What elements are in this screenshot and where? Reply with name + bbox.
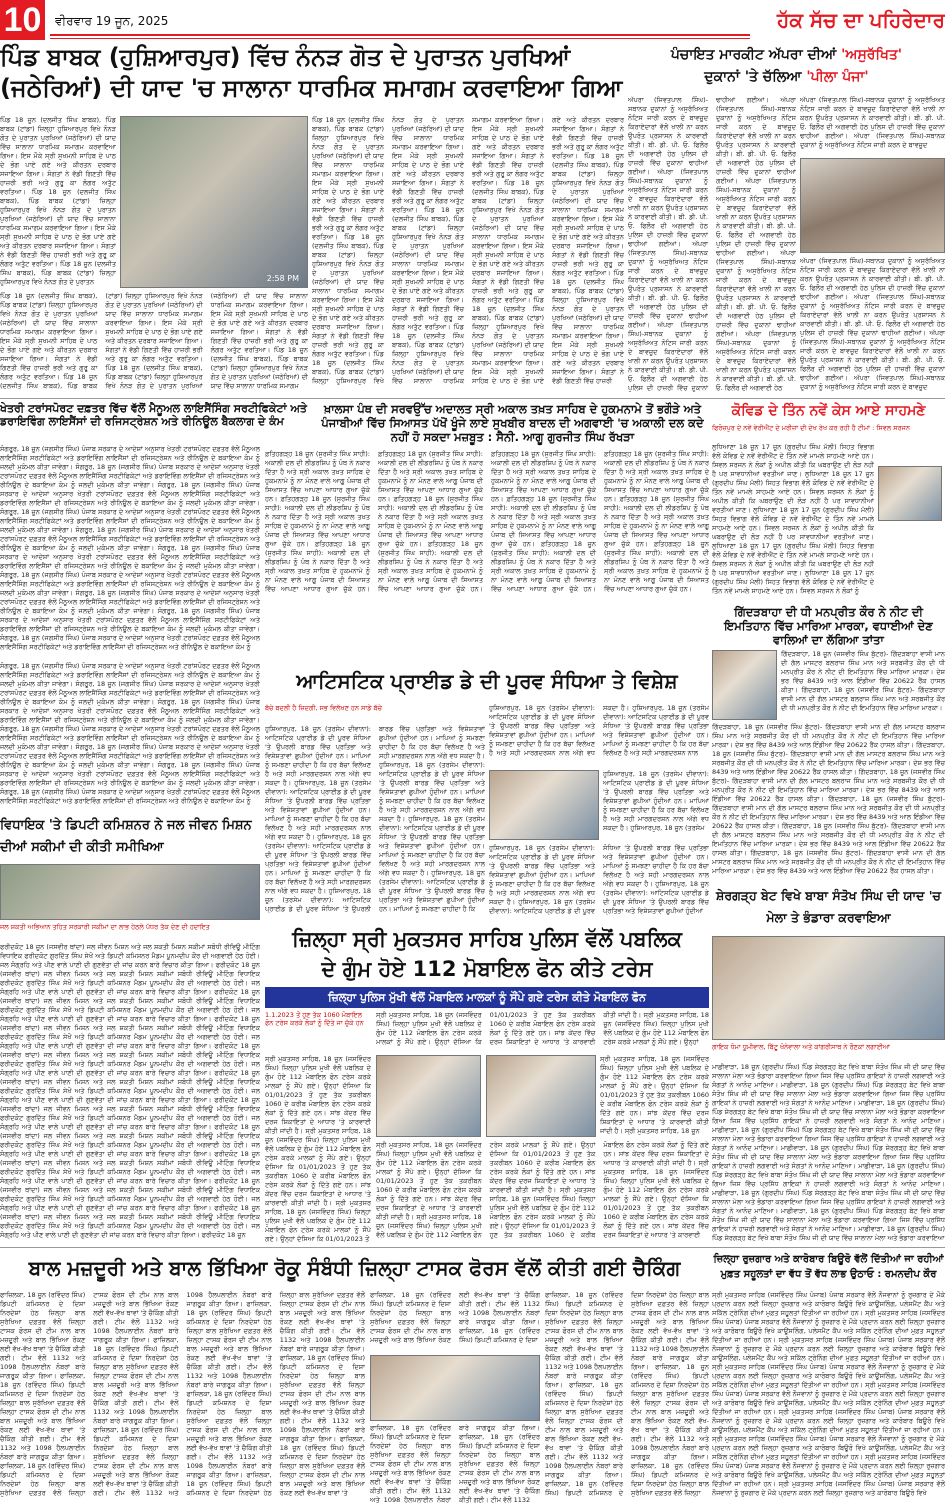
issue-date: ਵੀਰਵਾਰ 19 ਜੂਨ, 2025 bbox=[55, 14, 169, 28]
shergarh-body: ਮਾਛੀਵਾੜਾ, 18 ਜੂਨ (ਗੁਰਦੀਪ ਸਿੰਘ) ਪਿੰਡ ਸ਼ੇਰਗੜ੍ਹ ਬੇਟ ਵਿਖੇ ਬਾਬਾ ਸੰਤੋਖ ਸਿੰਘ ਜੀ ਦੀ ਯਾਦ ਵਿੱਚ ਸਾਲਾਨਾ ਮੇਲਾ ਅਤੇ ਭੰਡਾਰਾ ਕਰਵਾਇਆ ਗਿਆ ਜਿਸ ਵਿੱਚ ਪ੍ਰਸਿੱਧ ਗਾਇਕਾਂ ਨੇ ਹਾਜ਼ਰੀ ਲਗਵਾਈ ਅਤੇ ਸੰਗਤਾਂ ਨੇ ਆਨੰਦ ਮਾਣਿਆ। ਮਾਛੀਵਾੜਾ, 18 ਜੂਨ (ਗੁਰਦੀਪ ਸਿੰਘ) ਪਿੰਡ ਸ਼ੇਰਗੜ੍ਹ ਬੇਟ ਵਿਖੇ ਬਾਬਾ ਸੰਤੋਖ ਸਿੰਘ ਜੀ ਦੀ ਯਾਦ ਵਿੱਚ ਸਾਲਾਨਾ ਮੇਲਾ ਅਤੇ ਭੰਡਾਰਾ ਕਰਵਾਇਆ ਗਿਆ ਜਿਸ ਵਿੱਚ ਪ੍ਰਸਿੱਧ ਗਾਇਕਾਂ ਨੇ ਹਾਜ਼ਰੀ ਲਗਵਾਈ ਅਤੇ ਸੰਗਤਾਂ ਨੇ ਆਨੰਦ ਮਾਣਿਆ। ਮਾਛੀਵਾੜਾ, 18 ਜੂਨ (ਗੁਰਦੀਪ ਸਿੰਘ) ਪਿੰਡ ਸ਼ੇਰਗੜ੍ਹ ਬੇਟ ਵਿਖੇ ਬਾਬਾ ਸੰਤੋਖ ਸਿੰਘ ਜੀ ਦੀ ਯਾਦ ਵਿੱਚ ਸਾਲਾਨਾ ਮੇਲਾ ਅਤੇ ਭੰਡਾਰਾ ਕਰਵਾਇਆ ਗਿਆ ਜਿਸ ਵਿੱਚ ਪ੍ਰਸਿੱਧ ਗਾਇਕਾਂ ਨੇ ਹਾਜ਼ਰੀ ਲਗਵਾਈ ਅਤੇ ਸੰਗਤਾਂ ਨੇ ਆਨੰਦ ਮਾਣਿਆ। ਮਾਛੀਵਾੜਾ, 18 ਜੂਨ (ਗੁਰਦੀਪ ਸਿੰਘ) ਪਿੰਡ ਸ਼ੇਰਗੜ੍ਹ ਬੇਟ ਵਿਖੇ ਬਾਬਾ ਸੰਤੋਖ ਸਿੰਘ ਜੀ ਦੀ ਯਾਦ ਵਿੱਚ ਸਾਲਾਨਾ ਮੇਲਾ ਅਤੇ ਭੰਡਾਰਾ ਕਰਵਾਇਆ ਗਿਆ ਜਿਸ ਵਿੱਚ ਪ੍ਰਸਿੱਧ ਗਾਇਕਾਂ ਨੇ ਹਾਜ਼ਰੀ ਲਗਵਾਈ ਅਤੇ ਸੰਗਤਾਂ ਨੇ ਆਨੰਦ ਮਾਣਿਆ। ਮਾਛੀਵਾੜਾ, 18 ਜੂਨ (ਗੁਰਦੀਪ ਸਿੰਘ) ਪਿੰਡ ਸ਼ੇਰਗੜ੍ਹ ਬੇਟ ਵਿਖੇ ਬਾਬਾ ਸੰਤੋਖ ਸਿੰਘ ਜੀ ਦੀ ਯਾਦ ਵਿੱਚ ਸਾਲਾਨਾ ਮੇਲਾ ਅਤੇ ਭੰਡਾਰਾ ਕਰਵਾਇਆ ਗਿਆ ਜਿਸ ਵਿੱਚ ਪ੍ਰਸਿੱਧ ਗਾਇਕਾਂ ਨੇ ਹਾਜ਼ਰੀ ਲਗਵਾਈ ਅਤੇ ਸੰਗਤਾਂ ਨੇ ਆਨੰਦ ਮਾਣਿਆ। ਮਾਛੀਵਾੜਾ, 18 ਜੂਨ (ਗੁਰਦੀਪ ਸਿੰਘ) ਪਿੰਡ ਸ਼ੇਰਗੜ੍ਹ ਬੇਟ ਵਿਖੇ ਬਾਬਾ ਸੰਤੋਖ ਸਿੰਘ ਜੀ ਦੀ ਯਾਦ ਵਿੱਚ ਸਾਲਾਨਾ ਮੇਲਾ ਅਤੇ ਭੰਡਾਰਾ ਕਰਵਾਇਆ ਗਿਆ ਜਿਸ ਵਿੱਚ ਪ੍ਰਸਿੱਧ ਗਾਇਕਾਂ ਨੇ ਹਾਜ਼ਰੀ ਲਗਵਾਈ ਅਤੇ ਸੰਗਤਾਂ ਨੇ ਆਨੰਦ ਮਾਣਿਆ। ਮਾਛੀਵਾੜਾ, 18 ਜੂਨ (ਗੁਰਦੀਪ ਸਿੰਘ) ਪਿੰਡ ਸ਼ੇਰਗੜ੍ਹ ਬੇਟ ਵਿਖੇ ਬਾਬਾ ਸੰਤੋਖ ਸਿੰਘ ਜੀ ਦੀ ਯਾਦ ਵਿੱਚ ਸਾਲਾਨਾ ਮੇਲਾ ਅਤੇ ਭੰਡਾਰਾ ਕਰਵਾਇਆ ਗਿਆ ਜਿਸ ਵਿੱਚ ਪ੍ਰਸਿੱਧ ਗਾਇਕਾਂ ਨੇ ਹਾਜ਼ਰੀ ਲਗਵਾਈ ਅਤੇ ਸੰਗਤਾਂ ਨੇ ਆਨੰਦ ਮਾਣਿਆ। ਮਾਛੀਵਾੜਾ, 18 ਜੂਨ (ਗੁਰਦੀਪ ਸਿੰਘ) ਪਿੰਡ ਸ਼ੇਰਗੜ੍ਹ ਬੇਟ ਵਿਖੇ ਬਾਬਾ ਸੰਤੋਖ ਸਿੰਘ ਜੀ ਦੀ ਯਾਦ ਵਿੱਚ ਸਾਲਾਨਾ ਮੇਲਾ ਅਤੇ ਭੰਡਾਰਾ ਕਰਵਾਇਆ ਗਿਆ ਜਿਸ ਵਿੱਚ ਪ੍ਰਸਿੱਧ ਗਾਇਕਾਂ ਨੇ ਹਾਜ਼ਰੀ ਲਗਵਾਈ ਅਤੇ ਸੰਗਤਾਂ ਨੇ ਆਨੰਦ ਮਾਣਿਆ। ਮਾਛੀਵਾੜਾ, 18 ਜੂਨ (ਗੁਰਦੀਪ ਸਿੰਘ) ਪਿੰਡ ਸ਼ੇਰਗੜ੍ਹ ਬੇਟ ਵਿਖੇ ਬਾਬਾ ਸੰਤੋਖ ਸਿੰਘ ਜੀ ਦੀ ਯਾਦ ਵਿੱਚ ਸਾਲਾਨਾ ਮੇਲਾ ਅਤੇ ਭੰਡਾਰਾ ਕਰਵਾਇਆ bbox=[712, 1063, 945, 1242]
water-body: ਫਰੀਦਕੋਟ 18 ਜੂਨ (ਜਸਵੀਰ ਥਾਂਦਾ) ਜਲ ਜੀਵਨ ਮਿਸ਼ਨ ਅਤੇ ਜਲ ਸ਼ਕਤੀ ਮਿਸ਼ਨ ਸਕੀਮਾਂ ਸਬੰਧੀ ਰੀਵਿਊ ਮੀਟਿੰਗ ਵਿਧਾਇਕ ਫਰੀਦਕੋਟ ਗੁਰਦਿੱਤ ਸਿੰਘ ਸੇਖੋਂ ਅਤੇ ਡਿਪਟੀ ਕਮਿਸ਼ਨਰ ਮੈਡਮ ਪੂਨਮਦੀਪ ਕੌਰ ਦੀ ਅਗਵਾਈ ਹੇਠ ਹੋਈ। ਜਲ ਸੰਗ੍ਰਹਿ ਅਤੇ ਪੀਣ ਵਾਲੇ ਪਾਣੀ ਦੀ ਗੁਣਵੱਤਾ ਦੀ ਜਾਂਚ ਕਰਨ ਬਾਰੇ ਵਿਚਾਰ ਕੀਤਾ ਗਿਆ। ਫਰੀਦਕੋਟ 18 ਜੂਨ (ਜਸਵੀਰ ਥਾਂਦਾ) ਜਲ ਜੀਵਨ ਮਿਸ਼ਨ ਅਤੇ ਜਲ ਸ਼ਕਤੀ ਮਿਸ਼ਨ ਸਕੀਮਾਂ ਸਬੰਧੀ ਰੀਵਿਊ ਮੀਟਿੰਗ ਵਿਧਾਇਕ ਫਰੀਦਕੋਟ ਗੁਰਦਿੱਤ ਸਿੰਘ ਸੇਖੋਂ ਅਤੇ ਡਿਪਟੀ ਕਮਿਸ਼ਨਰ ਮੈਡਮ ਪੂਨਮਦੀਪ ਕੌਰ ਦੀ ਅਗਵਾਈ ਹੇਠ ਹੋਈ। ਜਲ ਸੰਗ੍ਰਹਿ ਅਤੇ ਪੀਣ ਵਾਲੇ ਪਾਣੀ ਦੀ ਗੁਣਵੱਤਾ ਦੀ ਜਾਂਚ ਕਰਨ ਬਾਰੇ ਵਿਚਾਰ ਕੀਤਾ ਗਿਆ। ਫਰੀਦਕੋਟ 18 ਜੂਨ (ਜਸਵੀਰ ਥਾਂਦਾ) ਜਲ ਜੀਵਨ ਮਿਸ਼ਨ ਅਤੇ ਜਲ ਸ਼ਕਤੀ ਮਿਸ਼ਨ ਸਕੀਮਾਂ ਸਬੰਧੀ ਰੀਵਿਊ ਮੀਟਿੰਗ ਵਿਧਾਇਕ ਫਰੀਦਕੋਟ ਗੁਰਦਿੱਤ ਸਿੰਘ ਸੇਖੋਂ ਅਤੇ ਡਿਪਟੀ ਕਮਿਸ਼ਨਰ ਮੈਡਮ ਪੂਨਮਦੀਪ ਕੌਰ ਦੀ ਅਗਵਾਈ ਹੇਠ ਹੋਈ। ਜਲ ਸੰਗ੍ਰਹਿ ਅਤੇ ਪੀਣ ਵਾਲੇ ਪਾਣੀ ਦੀ ਗੁਣਵੱਤਾ ਦੀ ਜਾਂਚ ਕਰਨ ਬਾਰੇ ਵਿਚਾਰ ਕੀਤਾ ਗਿਆ। ਫਰੀਦਕੋਟ 18 ਜੂਨ (ਜਸਵੀਰ ਥਾਂਦਾ) ਜਲ ਜੀਵਨ ਮਿਸ਼ਨ ਅਤੇ ਜਲ ਸ਼ਕਤੀ ਮਿਸ਼ਨ ਸਕੀਮਾਂ ਸਬੰਧੀ ਰੀਵਿਊ ਮੀਟਿੰਗ ਵਿਧਾਇਕ ਫਰੀਦਕੋਟ ਗੁਰਦਿੱਤ ਸਿੰਘ ਸੇਖੋਂ ਅਤੇ ਡਿਪਟੀ ਕਮਿਸ਼ਨਰ ਮੈਡਮ ਪੂਨਮਦੀਪ ਕੌਰ ਦੀ ਅਗਵਾਈ ਹੇਠ ਹੋਈ। ਜਲ ਸੰਗ੍ਰਹਿ ਅਤੇ ਪੀਣ ਵਾਲੇ ਪਾਣੀ ਦੀ ਗੁਣਵੱਤਾ ਦੀ ਜਾਂਚ ਕਰਨ ਬਾਰੇ ਵਿਚਾਰ ਕੀਤਾ ਗਿਆ। ਫਰੀਦਕੋਟ 18 ਜੂਨ (ਜਸਵੀਰ ਥਾਂਦਾ) ਜਲ ਜੀਵਨ ਮਿਸ਼ਨ ਅਤੇ ਜਲ ਸ਼ਕਤੀ ਮਿਸ਼ਨ ਸਕੀਮਾਂ ਸਬੰਧੀ ਰੀਵਿਊ ਮੀਟਿੰਗ ਵਿਧਾਇਕ ਫਰੀਦਕੋਟ ਗੁਰਦਿੱਤ ਸਿੰਘ ਸੇਖੋਂ ਅਤੇ ਡਿਪਟੀ ਕਮਿਸ਼ਨਰ ਮੈਡਮ ਪੂਨਮਦੀਪ ਕੌਰ ਦੀ ਅਗਵਾਈ ਹੇਠ ਹੋਈ। ਜਲ ਸੰਗ੍ਰਹਿ ਅਤੇ ਪੀਣ ਵਾਲੇ ਪਾਣੀ ਦੀ ਗੁਣਵੱਤਾ ਦੀ ਜਾਂਚ ਕਰਨ ਬਾਰੇ ਵਿਚਾਰ ਕੀਤਾ ਗਿਆ। ਫਰੀਦਕੋਟ 18 ਜੂਨ (ਜਸਵੀਰ ਥਾਂਦਾ) ਜਲ ਜੀਵਨ ਮਿਸ਼ਨ ਅਤੇ ਜਲ ਸ਼ਕਤੀ ਮਿਸ਼ਨ ਸਕੀਮਾਂ ਸਬੰਧੀ ਰੀਵਿਊ ਮੀਟਿੰਗ ਵਿਧਾਇਕ ਫਰੀਦਕੋਟ ਗੁਰਦਿੱਤ ਸਿੰਘ ਸੇਖੋਂ ਅਤੇ ਡਿਪਟੀ ਕਮਿਸ਼ਨਰ ਮੈਡਮ ਪੂਨਮਦੀਪ ਕੌਰ ਦੀ ਅਗਵਾਈ ਹੇਠ ਹੋਈ। ਜਲ ਸੰਗ੍ਰਹਿ ਅਤੇ ਪੀਣ ਵਾਲੇ ਪਾਣੀ ਦੀ ਗੁਣਵੱਤਾ ਦੀ ਜਾਂਚ ਕਰਨ ਬਾਰੇ ਵਿਚਾਰ ਕੀਤਾ ਗਿਆ। ਫਰੀਦਕੋਟ 18 ਜੂਨ (ਜਸਵੀਰ ਥਾਂਦਾ) ਜਲ ਜੀਵਨ ਮਿਸ਼ਨ ਅਤੇ ਜਲ ਸ਼ਕਤੀ ਮਿਸ਼ਨ ਸਕੀਮਾਂ ਸਬੰਧੀ ਰੀਵਿਊ ਮੀਟਿੰਗ ਵਿਧਾਇਕ ਫਰੀਦਕੋਟ ਗੁਰਦਿੱਤ ਸਿੰਘ ਸੇਖੋਂ ਅਤੇ ਡਿਪਟੀ ਕਮਿਸ਼ਨਰ ਮੈਡਮ ਪੂਨਮਦੀਪ ਕੌਰ ਦੀ ਅਗਵਾਈ ਹੇਠ ਹੋਈ। ਜਲ ਸੰਗ੍ਰਹਿ ਅਤੇ ਪੀਣ ਵਾਲੇ ਪਾਣੀ ਦੀ ਗੁਣਵੱਤਾ ਦੀ ਜਾਂਚ ਕਰਨ ਬਾਰੇ ਵਿਚਾਰ ਕੀਤਾ ਗਿਆ। ਫਰੀਦਕੋਟ 18 ਜੂਨ (ਜਸਵੀਰ ਥਾਂਦਾ) ਜਲ ਜੀਵਨ ਮਿਸ਼ਨ ਅਤੇ ਜਲ ਸ਼ਕਤੀ ਮਿਸ਼ਨ ਸਕੀਮਾਂ ਸਬੰਧੀ ਰੀਵਿਊ ਮੀਟਿੰਗ ਵਿਧਾਇਕ ਫਰੀਦਕੋਟ ਗੁਰਦਿੱਤ ਸਿੰਘ ਸੇਖੋਂ ਅਤੇ ਡਿਪਟੀ ਕਮਿਸ਼ਨਰ ਮੈਡਮ ਪੂਨਮਦੀਪ ਕੌਰ ਦੀ ਅਗਵਾਈ ਹੇਠ ਹੋਈ। ਜਲ ਸੰਗ੍ਰਹਿ ਅਤੇ ਪੀਣ ਵਾਲੇ ਪਾਣੀ ਦੀ ਗੁਣਵੱਤਾ ਦੀ ਜਾਂਚ ਕਰਨ ਬਾਰੇ ਵਿਚਾਰ ਕੀਤਾ ਗਿਆ। ਫਰੀਦਕੋਟ 18 ਜੂਨ (ਜਸਵੀਰ ਥਾਂਦਾ) ਜਲ ਜੀਵਨ ਮਿਸ਼ਨ ਅਤੇ ਜਲ ਸ਼ਕਤੀ ਮਿਸ਼ਨ ਸਕੀਮਾਂ ਸਬੰਧੀ ਰੀਵਿਊ ਮੀਟਿੰਗ ਵਿਧਾਇਕ ਫਰੀਦਕੋਟ ਗੁਰਦਿੱਤ ਸਿੰਘ ਸੇਖੋਂ ਅਤੇ ਡਿਪਟੀ ਕਮਿਸ਼ਨਰ ਮੈਡਮ ਪੂਨਮਦੀਪ ਕੌਰ ਦੀ ਅਗਵਾਈ ਹੇਠ ਹੋਈ। ਜਲ ਸੰਗ੍ਰਹਿ ਅਤੇ ਪੀਣ ਵਾਲੇ ਪਾਣੀ ਦੀ ਗੁਣਵੱਤਾ ਦੀ ਜਾਂਚ ਕਰਨ ਬਾਰੇ ਵਿਚਾਰ ਕੀਤਾ ਗਿਆ। ਫਰੀਦਕੋਟ 18 ਜੂਨ (ਜਸਵੀਰ ਥਾਂਦਾ) ਜਲ ਜੀਵਨ ਮਿਸ਼ਨ ਅਤੇ ਜਲ ਸ਼ਕਤੀ ਮਿਸ਼ਨ ਸਕੀਮਾਂ ਸਬੰਧੀ ਰੀਵਿਊ ਮੀਟਿੰਗ ਵਿਧਾਇਕ ਫਰੀਦਕੋਟ ਗੁਰਦਿੱਤ ਸਿੰਘ ਸੇਖੋਂ ਅਤੇ ਡਿਪਟੀ ਕਮਿਸ਼ਨਰ ਮੈਡਮ ਪੂਨਮਦੀਪ ਕੌਰ ਦੀ ਅਗਵਾਈ ਹੇਠ ਹੋਈ। ਜਲ ਸੰਗ੍ਰਹਿ ਅਤੇ ਪੀਣ ਵਾਲੇ ਪਾਣੀ ਦੀ ਗੁਣਵੱਤਾ ਦੀ ਜਾਂਚ ਕਰਨ ਬਾਰੇ ਵਿਚਾਰ ਕੀਤਾ ਗਿਆ। ਫਰੀਦਕੋਟ 18 ਜੂਨ (ਜਸਵੀਰ ਥਾਂਦਾ) ਜਲ ਜੀਵਨ ਮਿਸ਼ਨ ਅਤੇ ਜਲ ਸ਼ਕਤੀ ਮਿਸ਼ਨ ਸਕੀਮਾਂ ਸਬੰਧੀ ਰੀਵਿਊ ਮੀਟਿੰਗ ਵਿਧਾਇਕ ਫਰੀਦਕੋਟ ਗੁਰਦਿੱਤ ਸਿੰਘ ਸੇਖੋਂ ਅਤੇ ਡਿਪਟੀ ਕਮਿਸ਼ਨਰ ਮੈਡਮ ਪੂਨਮਦੀਪ ਕੌਰ ਦੀ ਅਗਵਾਈ ਹੇਠ ਹੋਈ। ਜਲ ਸੰਗ੍ਰਹਿ ਅਤੇ ਪੀਣ ਵਾਲੇ ਪਾਣੀ ਦੀ ਗੁਣਵੱਤਾ ਦੀ ਜਾਂਚ ਕਰਨ ਬਾਰੇ ਵਿਚਾਰ ਕੀਤਾ ਗਿਆ। ਫਰੀਦਕੋਟ 18 ਜੂਨ bbox=[0, 943, 260, 1239]
shergarh-caption: ਗਾਇਕ ਧੰਮਾ ਧੂਮੀਵਾਲ, ਬਿੱਟੂ ਖੰਨੇਵਾਲਾ ਅਤੇ ਕਾਂਗਰੀਸਾਥ ਨੇ ਰੌਣਕਾਂ ਲਗਾਈਆਂ bbox=[712, 1043, 891, 1051]
transport-headline: ਖੇਤਰੀ ਟਰਾਂਸਪੋਰਟ ਦਫ਼ਤਰ ਵਿੱਚ ਵੱਲੋਂ ਮੈਨੂਅਲ ਲਾਇਸੈਂਸਿੰਗ ਸਰਟੀਫਿਕੇਟਾਂ ਅਤੇ ਡਰਾਇਵਿੰਗ ਲਾਇਸੈਂਸਾਂ ਦੀ ਰਜਿਸਟ੍ਰੇਸ਼ਨ ਅਤੇ ਰੀਨਿਊਲ ਬੈਕਲਾਗ ਦੇ ਕੰਮ bbox=[0, 402, 307, 428]
child-labour-body: ਫਾਜ਼ਿਲਕਾ, 18 ਜੂਨ (ਰਵਿੰਦਰ ਸਿੰਘ) ਡਿਪਟੀ ਕਮਿਸ਼ਨਰ ਦੇ ਦਿਸ਼ਾ ਨਿਰਦੇਸ਼ਾਂ ਹੇਠ ਜ਼ਿਲ੍ਹਾ ਬਾਲ ਸੁਰੱਖਿਆ ਦਫ਼ਤਰ ਵੱਲੋਂ ਜ਼ਿਲ੍ਹਾ ਟਾਸਕ ਫੋਰਸ ਦੀ ਟੀਮ ਨਾਲ ਬਾਲ ਮਜ਼ਦੂਰੀ ਅਤੇ ਬਾਲ ਭਿੱਖਿਆ ਰੋਕਣ ਲਈ ਵੱਖ-ਵੱਖ ਥਾਵਾਂ 'ਤੇ ਚੈਕਿੰਗ ਕੀਤੀ ਗਈ। ਟੀਮ ਵੱਲੋਂ 1132 ਅਤੇ 1098 ਹੈਲਪਲਾਈਨ ਨੰਬਰਾਂ ਬਾਰੇ ਜਾਗਰੂਕ ਕੀਤਾ ਗਿਆ। ਫਾਜ਼ਿਲਕਾ, 18 ਜੂਨ (ਰਵਿੰਦਰ ਸਿੰਘ) ਡਿਪਟੀ ਕਮਿਸ਼ਨਰ ਦੇ ਦਿਸ਼ਾ ਨਿਰਦੇਸ਼ਾਂ ਹੇਠ ਜ਼ਿਲ੍ਹਾ ਬਾਲ ਸੁਰੱਖਿਆ ਦਫ਼ਤਰ ਵੱਲੋਂ ਜ਼ਿਲ੍ਹਾ ਟਾਸਕ ਫੋਰਸ ਦੀ ਟੀਮ ਨਾਲ ਬਾਲ ਮਜ਼ਦੂਰੀ ਅਤੇ ਬਾਲ ਭਿੱਖਿਆ ਰੋਕਣ ਲਈ ਵੱਖ-ਵੱਖ ਥਾਵਾਂ 'ਤੇ ਚੈਕਿੰਗ ਕੀਤੀ ਗਈ। ਟੀਮ ਵੱਲੋਂ 1132 ਅਤੇ 1098 ਹੈਲਪਲਾਈਨ ਨੰਬਰਾਂ ਬਾਰੇ ਜਾਗਰੂਕ ਕੀਤਾ ਗਿਆ। ਫਾਜ਼ਿਲਕਾ, 18 ਜੂਨ (ਰਵਿੰਦਰ ਸਿੰਘ) ਡਿਪਟੀ ਕਮਿਸ਼ਨਰ ਦੇ ਦਿਸ਼ਾ ਨਿਰਦੇਸ਼ਾਂ ਹੇਠ ਜ਼ਿਲ੍ਹਾ ਬਾਲ ਸੁਰੱਖਿਆ ਦਫ਼ਤਰ ਵੱਲੋਂ ਜ਼ਿਲ੍ਹਾ ਟਾਸਕ ਫੋਰਸ ਦੀ ਟੀਮ ਨਾਲ ਬਾਲ ਮਜ਼ਦੂਰੀ ਅਤੇ ਬਾਲ ਭਿੱਖਿਆ ਰੋਕਣ ਲਈ ਵੱਖ-ਵੱਖ ਥਾਵਾਂ 'ਤੇ ਚੈਕਿੰਗ ਕੀਤੀ ਗਈ। ਟੀਮ ਵੱਲੋਂ 1132 ਅਤੇ 1098 ਹੈਲਪਲਾਈਨ ਨੰਬਰਾਂ ਬਾਰੇ ਜਾਗਰੂਕ ਕੀਤਾ ਗਿਆ। ਫਾਜ਼ਿਲਕਾ, 18 ਜੂਨ (ਰਵਿੰਦਰ ਸਿੰਘ) ਡਿਪਟੀ ਕਮਿਸ਼ਨਰ ਦੇ ਦਿਸ਼ਾ ਨਿਰਦੇਸ਼ਾਂ ਹੇਠ ਜ਼ਿਲ੍ਹਾ ਬਾਲ ਸੁਰੱਖਿਆ ਦਫ਼ਤਰ ਵੱਲੋਂ ਜ਼ਿਲ੍ਹਾ ਟਾਸਕ ਫੋਰਸ ਦੀ ਟੀਮ ਨਾਲ ਬਾਲ ਮਜ਼ਦੂਰੀ ਅਤੇ ਬਾਲ ਭਿੱਖਿਆ ਰੋਕਣ ਲਈ ਵੱਖ-ਵੱਖ ਥਾਵਾਂ 'ਤੇ ਚੈਕਿੰਗ ਕੀਤੀ ਗਈ। ਟੀਮ ਵੱਲੋਂ 1132 ਅਤੇ 1098 ਹੈਲਪਲਾਈਨ ਨੰਬਰਾਂ ਬਾਰੇ ਜਾਗਰੂਕ ਕੀਤਾ ਗਿਆ। ਫਾਜ਼ਿਲਕਾ, 18 ਜੂਨ (ਰਵਿੰਦਰ ਸਿੰਘ) ਡਿਪਟੀ ਕਮਿਸ਼ਨਰ ਦੇ ਦਿਸ਼ਾ ਨਿਰਦੇਸ਼ਾਂ ਹੇਠ ਜ਼ਿਲ੍ਹਾ ਬਾਲ ਸੁਰੱਖਿਆ ਦਫ਼ਤਰ ਵੱਲੋਂ ਜ਼ਿਲ੍ਹਾ ਟਾਸਕ ਫੋਰਸ ਦੀ ਟੀਮ ਨਾਲ ਬਾਲ ਮਜ਼ਦੂਰੀ ਅਤੇ ਬਾਲ ਭਿੱਖਿਆ ਰੋਕਣ ਲਈ ਵੱਖ-ਵੱਖ ਥਾਵਾਂ 'ਤੇ ਚੈਕਿੰਗ ਕੀਤੀ ਗਈ। ਟੀਮ ਵੱਲੋਂ 1132 ਅਤੇ 1098 ਹੈਲਪਲਾਈਨ ਨੰਬਰਾਂ ਬਾਰੇ ਜਾਗਰੂਕ ਕੀਤਾ ਗਿਆ। ਫਾਜ਼ਿਲਕਾ, 18 ਜੂਨ (ਰਵਿੰਦਰ ਸਿੰਘ) ਡਿਪਟੀ ਕਮਿਸ਼ਨਰ ਦੇ ਦਿਸ਼ਾ ਨਿਰਦੇਸ਼ਾਂ ਹੇਠ ਜ਼ਿਲ੍ਹਾ ਬਾਲ ਸੁਰੱਖਿਆ ਦਫ਼ਤਰ ਵੱਲੋਂ ਜ਼ਿਲ੍ਹਾ ਟਾਸਕ ਫੋਰਸ ਦੀ ਟੀਮ ਨਾਲ ਬਾਲ ਮਜ਼ਦੂਰੀ ਅਤੇ ਬਾਲ ਭਿੱਖਿਆ ਰੋਕਣ ਲਈ ਵੱਖ-ਵੱਖ ਥਾਵਾਂ 'ਤੇ ਚੈਕਿੰਗ ਕੀਤੀ ਗਈ। ਟੀਮ ਵੱਲੋਂ 1132 ਅਤੇ 1098 ਹੈਲਪਲਾਈਨ ਨੰਬਰਾਂ ਬਾਰੇ ਜਾਗਰੂਕ ਕੀਤਾ ਗਿਆ। ਫਾਜ਼ਿਲਕਾ, 18 ਜੂਨ (ਰਵਿੰਦਰ ਸਿੰਘ) ਡਿਪਟੀ ਕਮਿਸ਼ਨਰ ਦੇ ਦਿਸ਼ਾ ਨਿਰਦੇਸ਼ਾਂ ਹੇਠ ਜ਼ਿਲ੍ਹਾ ਬਾਲ ਸੁਰੱਖਿਆ ਦਫ਼ਤਰ ਵੱਲੋਂ ਜ਼ਿਲ੍ਹਾ ਟਾਸਕ ਫੋਰਸ ਦੀ ਟੀਮ ਨਾਲ ਬਾਲ ਮਜ਼ਦੂਰੀ ਅਤੇ ਬਾਲ ਭਿੱਖਿਆ ਰੋਕਣ ਲਈ ਵੱਖ-ਵੱਖ ਥਾਵਾਂ 'ਤੇ ਚੈਕਿੰਗ ਕੀਤੀ ਗਈ। ਟੀਮ ਵੱਲੋਂ 1132 ਅਤੇ 1098 ਹੈਲਪਲਾਈਨ ਨੰਬਰਾਂ ਬਾਰੇ ਜਾਗਰੂਕ ਕੀਤਾ ਗਿਆ। ਫਾਜ਼ਿਲਕਾ, 18 ਜੂਨ (ਰਵਿੰਦਰ ਸਿੰਘ) ਡਿਪਟੀ ਕਮਿਸ਼ਨਰ ਦੇ ਦਿਸ਼ਾ ਨਿਰਦੇਸ਼ਾਂ ਹੇਠ ਜ਼ਿਲ੍ਹਾ ਬਾਲ ਸੁਰੱਖਿਆ ਦਫ਼ਤਰ ਵੱਲੋਂ ਜ਼ਿਲ੍ਹਾ ਟਾਸਕ ਫੋਰਸ ਦੀ ਟੀਮ ਨਾਲ ਬਾਲ ਮਜ਼ਦੂਰੀ ਅਤੇ ਬਾਲ ਭਿੱਖਿਆ ਰੋਕਣ ਲਈ ਵੱਖ-ਵੱਖ ਥਾਵਾਂ 'ਤੇ ਚੈਕਿੰਗ ਕੀਤੀ ਗਈ। ਟੀਮ ਵੱਲੋਂ 1132 ਅਤੇ 1098 ਹੈਲਪਲਾਈਨ ਨੰਬਰਾਂ ਬਾਰੇ ਜਾਗਰੂਕ ਕੀਤਾ ਗਿਆ। ਫਾਜ਼ਿਲਕਾ, 18 ਜੂਨ (ਰਵਿੰਦਰ ਸਿੰਘ) ਡਿਪਟੀ ਕਮਿਸ਼ਨਰ ਦੇ ਦਿਸ਼ਾ ਨਿਰਦੇਸ਼ਾਂ ਹੇਠ ਜ਼ਿਲ੍ਹਾ ਬਾਲ ਸੁਰੱਖਿਆ ਦਫ਼ਤਰ ਵੱਲੋਂ ਜ਼ਿਲ੍ਹਾ ਟਾਸਕ ਫੋਰਸ ਦੀ ਟੀਮ ਨਾਲ ਬਾਲ ਮਜ਼ਦੂਰੀ ਅਤੇ ਬਾਲ ਭਿੱਖਿਆ ਰੋਕਣ ਲਈ ਵੱਖ-ਵੱਖ ਥਾਵਾਂ 'ਤੇ ਚੈਕਿੰਗ ਕੀਤੀ ਗਈ। ਟੀਮ ਵੱਲੋਂ 1132 ਅਤੇ 1098 ਹੈਲਪਲਾਈਨ ਨੰਬਰਾਂ ਬਾਰੇ ਜਾਗਰੂਕ ਕੀਤਾ ਗਿਆ। ਫਾਜ਼ਿਲਕਾ, 18 ਜੂਨ (ਰਵਿੰਦਰ ਸਿੰਘ) ਡਿਪਟੀ ਕਮਿਸ਼ਨਰ ਦੇ ਦਿਸ਼ਾ ਨਿਰਦੇਸ਼ਾਂ ਹੇਠ ਜ਼ਿਲ੍ਹਾ ਬਾਲ ਸੁਰੱਖਿਆ ਦਫ਼ਤਰ ਵੱਲੋਂ ਜ਼ਿਲ੍ਹਾ ਟਾਸਕ ਫੋਰਸ ਦੀ ਟੀਮ ਨਾਲ ਬਾਲ ਮਜ਼ਦੂਰੀ ਅਤੇ ਬਾਲ ਭਿੱਖਿਆ ਰੋਕਣ ਲਈ ਵੱਖ-ਵੱਖ ਥਾਵਾਂ 'ਤੇ bbox=[0, 1291, 365, 1497]
water-headline: ਵਿਧਾਇਕ 'ਤੇ ਡਿਪਟੀ ਕਮਿਸ਼ਨਰ ਨੇ ਜਲ ਜੀਵਨ ਮਿਸ਼ਨ ਦੀਆਂ ਸਕੀਮਾਂ ਦੀ ਕੀਤੀ ਸਮੀਖਿਆ bbox=[0, 818, 252, 855]
water-meeting-photo bbox=[0, 864, 260, 920]
autism-kicker: ਬੱਚੇ ਬਦਲੀ ਹੈ ਜ਼ਿਦਗੀ, ਸਭ ਵਿਲੱਖਣ ਹਨ ਸਾਡੇ ਬੱਚੇ bbox=[265, 704, 382, 712]
photo-timestamp: 2:58 PM bbox=[266, 274, 299, 283]
akali-headline: ਖ਼ਾਲਸਾ ਪੰਥ ਦੀ ਸਰਵਉੱਚ ਅਦਾਲਤ ਸ੍ਰੀ ਅਕਾਲ ਤਖ਼ਤ ਸਾਹਿਬ ਦੇ ਹੁਕਮਨਾਮੇ ਤੋਂ ਭਗੌੜੇ ਅਤੇ ਪੰਜਾਬੀਆਂ ਵਿੱਚ ਸਿਆਸਤ ਪੱਖੋਂ ਖੂੰਜੇ ਲਾਏ ਸੁਖਬੀਰ ਬਾਦਲ ਦੀ ਅਗਵਾਈ 'ਚ ਅਕਾਲੀ ਦਲ ਕਦੇ ਨਹੀਂ ਹੋ ਸਕਦਾ ਮਜ਼ਬੂਤ : ਸੈਨੀ. ਆਗੂ ਗੁਰਜੀਤ ਸਿੰਘ ਰੱਖੜਾ bbox=[321, 402, 704, 444]
employment-headline: ਜ਼ਿਲ੍ਹਾ ਰੁਜ਼ਗਾਰ ਅਤੇ ਕਾਰੋਬਾਰ ਬਿਊਰੋ ਵੱਲੋਂ ਦਿੱਤੀਆਂ ਜਾ ਰਹੀਆਂ ਮੁਫ਼ਤ ਸਹੂਲਤਾਂ ਦਾ ਵੱਧ ਤੋਂ ਵੱਧ ਲਾਭ ਉਠਾਓ : ਰਮਨਦੀਪ ਕੌਰ bbox=[713, 1254, 944, 1281]
water-lede: ਜਲ ਸ਼ਕਤੀ ਅਭਿਆਨ ਤਹਿਤ ਸਰਕਾਰੀ ਸਕੀਮਾਂ ਦਾ ਲਾਭ ਹੇਠਲੇ ਪੱਧਰ ਤੱਕ ਦੇਣ ਦੀ ਹਦਾਇਤ bbox=[0, 923, 210, 931]
child-labour-body-2: ਫਾਜ਼ਿਲਕਾ, 18 ਜੂਨ (ਰਵਿੰਦਰ ਸਿੰਘ) ਡਿਪਟੀ ਕਮਿਸ਼ਨਰ ਦੇ ਦਿਸ਼ਾ ਨਿਰਦੇਸ਼ਾਂ ਹੇਠ ਜ਼ਿਲ੍ਹਾ ਬਾਲ ਸੁਰੱਖਿਆ ਦਫ਼ਤਰ ਵੱਲੋਂ ਜ਼ਿਲ੍ਹਾ ਟਾਸਕ ਫੋਰਸ ਦੀ ਟੀਮ ਨਾਲ ਬਾਲ ਮਜ਼ਦੂਰੀ ਅਤੇ ਬਾਲ ਭਿੱਖਿਆ ਰੋਕਣ ਲਈ ਵੱਖ-ਵੱਖ ਥਾਵਾਂ 'ਤੇ ਚੈਕਿੰਗ ਕੀਤੀ ਗਈ। ਟੀਮ ਵੱਲੋਂ 1132 ਅਤੇ 1098 ਹੈਲਪਲਾਈਨ ਨੰਬਰਾਂ ਬਾਰੇ ਜਾਗਰੂਕ ਕੀਤਾ ਗਿਆ। ਫਾਜ਼ਿਲਕਾ, 18 ਜੂਨ (ਰਵਿੰਦਰ ਸਿੰਘ) ਡਿਪਟੀ ਕਮਿਸ਼ਨਰ ਦੇ ਦਿਸ਼ਾ bbox=[370, 1291, 540, 1344]
mobiles-photo-1 bbox=[376, 1055, 481, 1137]
newspaper-logo: ਹੱਕ ਸੱਚ ਦਾ ਪਹਿਰੇਦਾਰ bbox=[777, 8, 945, 32]
appra-body-3: ਅੱਪਰਾ (ਜਿਵਤਪਾਲ ਸਿੰਘ)-ਸਥਾਨਕ ਦੁਕਾਨਾਂ ਨੂੰ ਅਸੁਰੱਖਿਅਤ ਨੋਟਿਸ ਜਾਰੀ ਕਰਨ ਦੇ ਬਾਵਜੂਦ ਕਿਰਾਏਦਾਰਾਂ ਵੱਲੋਂ ਖਾਲੀ ਨਾ ਕਰਨ ਉਪਰੰਤ ਪ੍ਰਸ਼ਾਸਨ ਨੇ ਕਾਰਵਾਈ ਕੀਤੀ। ਬੀ. ਡੀ. ਪੀ. ਓ. ਫਿਲੌਰ ਦੀ ਅਗਵਾਈ ਹੇਠ ਪੁਲਿਸ ਦੀ ਹਾਜ਼ਰੀ ਵਿੱਚ ਦੁਕਾਨਾਂ ਢਾਹੀਆਂ ਗਈਆਂ। ਅੱਪਰਾ (ਜਿਵਤਪਾਲ ਸਿੰਘ)-ਸਥਾਨਕ ਦੁਕਾਨਾਂ ਨੂੰ ਅਸੁਰੱਖਿਅਤ ਨੋਟਿਸ ਜਾਰੀ ਕਰਨ ਦੇ ਬਾਵਜੂਦ ਕਿਰਾਏਦਾਰਾਂ ਵੱਲੋਂ ਖਾਲੀ ਨਾ ਕਰਨ ਉਪਰੰਤ ਪ੍ਰਸ਼ਾਸਨ ਨੇ ਕਾਰਵਾਈ ਕੀਤੀ। ਬੀ. ਡੀ. ਪੀ. ਓ. ਫਿਲੌਰ ਦੀ ਅਗਵਾਈ ਹੇਠ ਪੁਲਿਸ ਦੀ ਹਾਜ਼ਰੀ ਵਿੱਚ ਦੁਕਾਨਾਂ ਢਾਹੀਆਂ ਗਈਆਂ। ਅੱਪਰਾ (ਜਿਵਤਪਾਲ ਸਿੰਘ)-ਸਥਾਨਕ ਦੁਕਾਨਾਂ ਨੂੰ ਅਸੁਰੱਖਿਅਤ ਨੋਟਿਸ ਜਾਰੀ ਕਰਨ ਦੇ ਬਾਵਜੂਦ ਕਿਰਾਏਦਾਰਾਂ ਵੱਲੋਂ ਖਾਲੀ ਨਾ ਕਰਨ ਉਪਰੰਤ ਪ੍ਰਸ਼ਾਸਨ ਨੇ ਕਾਰਵਾਈ ਕੀਤੀ। ਬੀ. ਡੀ. ਪੀ. ਓ. ਫਿਲੌਰ ਦੀ ਅਗਵਾਈ ਹੇਠ ਪੁਲਿਸ ਦੀ ਹਾਜ਼ਰੀ ਵਿੱਚ ਦੁਕਾਨਾਂ ਢਾਹੀਆਂ ਗਈਆਂ। ਅੱਪਰਾ (ਜਿਵਤਪਾਲ ਸਿੰਘ)-ਸਥਾਨਕ ਦੁਕਾਨਾਂ ਨੂੰ ਅਸੁਰੱਖਿਅਤ ਨੋਟਿਸ ਜਾਰੀ ਕਰਨ ਦੇ ਬਾਵਜੂਦ bbox=[800, 257, 945, 391]
covid-headline: ਕੋਵਿਡ ਦੇ ਤਿੰਨ ਨਵੇਂ ਕੇਸ ਆਏ ਸਾਹਮਣੇ bbox=[731, 403, 926, 419]
mobiles-body-4: ਸ੍ਰੀ ਮੁਕਤਸਰ ਸਾਹਿਬ, 18 ਜੂਨ (ਜਸਵਿੰਦਰ ਸਿੰਘ) ਜ਼ਿਲ੍ਹਾ ਪੁਲਿਸ ਮੁਖੀ ਵੱਲੋਂ ਪਬਲਿਕ ਦੇ ਗੁੰਮ ਹੋਏ 112 ਮੋਬਾਇਲ ਫੋਨ ਟਰੇਸ ਕਰਕੇ ਮਾਲਕਾਂ ਨੂੰ ਸੌਂਪੇ ਗਏ। ਉਨ੍ਹਾਂ ਦੱਸਿਆ ਕਿ 01/01/2023 ਤੋਂ ਹੁਣ ਤੱਕ ਤਕਰੀਬਨ 1060 ਦੇ ਕਰੀਬ ਮੋਬਾਇਲ ਫੋਨ ਟਰੇਸ ਕਰਕੇ ਲੋਕਾਂ ਨੂੰ ਦਿੱਤੇ ਗਏ ਹਨ। ਸਾਂਝ ਕੇਂਦਰ ਵਿੱਚ ਦਰਜ ਸ਼ਿਕਾਇਤਾਂ ਦੇ ਆਧਾਰ 'ਤੇ ਕਾਰਵਾਈ ਕੀਤੀ ਜਾਂਦੀ ਹੈ। ਸ੍ਰੀ ਮੁਕਤਸਰ ਸਾਹਿਬ, 18 ਜੂਨ (ਜਸਵਿੰਦਰ ਸਿੰਘ) ਜ਼ਿਲ੍ਹਾ ਪੁਲਿਸ ਮੁਖੀ ਵੱਲੋਂ ਪਬਲਿਕ ਦੇ ਗੁੰਮ ਹੋਏ 112 ਮੋਬਾਇਲ ਫੋਨ ਟਰੇਸ ਕਰਕੇ ਮਾਲਕਾਂ ਨੂੰ ਸੌਂਪੇ ਗਏ। ਉਨ੍ਹਾਂ ਦੱਸਿਆ ਕਿ 01/01/2023 ਤੋਂ ਹੁਣ ਤੱਕ ਤਕਰੀਬਨ 1060 ਦੇ ਕਰੀਬ ਮੋਬਾਇਲ ਫੋਨ ਟਰੇਸ ਕਰਕੇ ਲੋਕਾਂ ਨੂੰ ਦਿੱਤੇ ਗਏ ਹਨ। ਸਾਂਝ ਕੇਂਦਰ ਵਿੱਚ ਦਰਜ ਸ਼ਿਕਾਇਤਾਂ ਦੇ ਆਧਾਰ 'ਤੇ ਕਾਰਵਾਈ ਕੀਤੀ ਜਾਂਦੀ ਹੈ। ਸ੍ਰੀ ਮੁਕਤਸਰ ਸਾਹਿਬ, 18 ਜੂਨ (ਜਸਵਿੰਦਰ ਸਿੰਘ) ਜ਼ਿਲ੍ਹਾ ਪੁਲਿਸ ਮੁਖੀ ਵੱਲੋਂ ਪਬਲਿਕ ਦੇ ਗੁੰਮ ਹੋਏ 112 ਮੋਬਾਇਲ ਫੋਨ ਟਰੇਸ ਕਰਕੇ ਮਾਲਕਾਂ ਨੂੰ ਸੌਂਪੇ ਗਏ। ਉਨ੍ਹਾਂ ਦੱਸਿਆ ਕਿ 01/01/2023 ਤੋਂ ਹੁਣ ਤੱਕ ਤਕਰੀਬਨ 1060 ਦੇ ਕਰੀਬ ਮੋਬਾਇਲ ਫੋਨ ਟਰੇਸ ਕਰਕੇ ਲੋਕਾਂ ਨੂੰ ਦਿੱਤੇ ਗਏ ਹਨ। ਸਾਂਝ ਕੇਂਦਰ ਵਿੱਚ ਦਰਜ ਸ਼ਿਕਾਇਤਾਂ ਦੇ ਆਧਾਰ 'ਤੇ ਕਾਰਵਾਈ ਕੀਤੀ ਜਾਂਦੀ ਹੈ। ਸ੍ਰੀ ਮੁਕਤਸਰ ਸਾਹਿਬ, 18 ਜੂਨ (ਜਸਵਿੰਦਰ ਸਿੰਘ) ਜ਼ਿਲ੍ਹਾ ਪੁਲਿਸ ਮੁਖੀ ਵੱਲੋਂ ਪਬਲਿਕ ਦੇ ਗੁੰਮ ਹੋਏ 112 ਮੋਬਾਇਲ ਫੋਨ ਟਰੇਸ ਕਰਕੇ ਮਾਲਕਾਂ ਨੂੰ ਸੌਂਪੇ ਗਏ। ਉਨ੍ਹਾਂ ਦੱਸਿਆ ਕਿ 01/01/2023 ਤੋਂ ਹੁਣ ਤੱਕ ਤਕਰੀਬਨ 1060 ਦੇ ਕਰੀਬ ਮੋਬਾਇਲ ਫੋਨ ਟਰੇਸ ਕਰਕੇ ਲੋਕਾਂ ਨੂੰ ਦਿੱਤੇ ਗਏ ਹਨ। ਸਾਂਝ ਕੇਂਦਰ ਵਿੱਚ ਦਰਜ ਸ਼ਿਕਾਇਤਾਂ ਦੇ ਆਧਾਰ 'ਤੇ ਕਾਰਵਾਈ bbox=[376, 1141, 709, 1239]
lead-photo bbox=[120, 116, 308, 288]
autism-headline: ਆਟਿਸਟਿਕ ਪ੍ਰਾਈਡ ਡੇ ਦੀ ਪੂਰਵ ਸੰਧਿਆ ਤੇ ਵਿਸ਼ੇਸ਼ bbox=[296, 669, 678, 693]
section-divider bbox=[0, 398, 945, 399]
mobiles-body: ਸ੍ਰੀ ਮੁਕਤਸਰ ਸਾਹਿਬ, 18 ਜੂਨ (ਜਸਵਿੰਦਰ ਸਿੰਘ) ਜ਼ਿਲ੍ਹਾ ਪੁਲਿਸ ਮੁਖੀ ਵੱਲੋਂ ਪਬਲਿਕ ਦੇ ਗੁੰਮ ਹੋਏ 112 ਮੋਬਾਇਲ ਫੋਨ ਟਰੇਸ ਕਰਕੇ ਮਾਲਕਾਂ ਨੂੰ ਸੌਂਪੇ ਗਏ। ਉਨ੍ਹਾਂ ਦੱਸਿਆ ਕਿ 01/01/2023 ਤੋਂ ਹੁਣ ਤੱਕ ਤਕਰੀਬਨ 1060 ਦੇ ਕਰੀਬ ਮੋਬਾਇਲ ਫੋਨ ਟਰੇਸ ਕਰਕੇ ਲੋਕਾਂ ਨੂੰ ਦਿੱਤੇ ਗਏ ਹਨ। ਸਾਂਝ ਕੇਂਦਰ ਵਿੱਚ ਦਰਜ ਸ਼ਿਕਾਇਤਾਂ ਦੇ ਆਧਾਰ 'ਤੇ ਕਾਰਵਾਈ ਕੀਤੀ ਜਾਂਦੀ ਹੈ। ਸ੍ਰੀ ਮੁਕਤਸਰ ਸਾਹਿਬ, 18 ਜੂਨ (ਜਸਵਿੰਦਰ ਸਿੰਘ) ਜ਼ਿਲ੍ਹਾ ਪੁਲਿਸ ਮੁਖੀ ਵੱਲੋਂ ਪਬਲਿਕ ਦੇ ਗੁੰਮ ਹੋਏ 112 ਮੋਬਾਇਲ ਫੋਨ ਟਰੇਸ ਕਰਕੇ ਮਾਲਕਾਂ ਨੂੰ ਸੌਂਪੇ ਗਏ। ਉਨ੍ਹਾਂ ਦੱਸਿਆ ਕਿ 01/01/2023 ਤੋਂ ਹੁਣ ਤੱਕ ਤਕਰੀਬਨ 1060 ਦੇ ਕਰੀਬ ਮੋਬਾਇਲ ਫੋਨ ਟਰੇਸ ਕਰਕੇ ਲੋਕਾਂ ਨੂੰ ਦਿੱਤੇ ਗਏ ਹਨ। ਸਾਂਝ ਕੇਂਦਰ ਵਿੱਚ ਦਰਜ ਸ਼ਿਕਾਇਤਾਂ ਦੇ ਆਧਾਰ 'ਤੇ ਕਾਰਵਾਈ ਕੀਤੀ ਜਾਂਦੀ ਹੈ। ਸ੍ਰੀ ਮੁਕਤਸਰ ਸਾਹਿਬ, 18 ਜੂਨ (ਜਸਵਿੰਦਰ ਸਿੰਘ) ਜ਼ਿਲ੍ਹਾ ਪੁਲਿਸ ਮੁਖੀ ਵੱਲੋਂ ਪਬਲਿਕ ਦੇ ਗੁੰਮ ਹੋਏ 112 ਮੋਬਾਇਲ ਫੋਨ ਟਰੇਸ ਕਰਕੇ ਮਾਲਕਾਂ ਨੂੰ ਸੌਂਪੇ ਗਏ। ਉਨ੍ਹਾਂ ਦੱਸਿਆ ਕਿ 01/01/2023 ਤੋਂ bbox=[265, 1055, 371, 1243]
autism-body-2: ਹੁਸ਼ਿਆਰਪੁਰ, 18 ਜੂਨ (ਤਰਸੇਮ ਦੀਵਾਨਾ): ਆਟਿਸਟਿਕ ਪ੍ਰਾਈਡ ਡੇ ਦੀ ਪੂਰਵ ਸੰਧਿਆ 'ਤੇ ਉਪਰਲੀ ਬਾਰਡ ਵਿੱਚ ਪ੍ਰਤਿਭਾ ਅਤੇ ਵਿਸ਼ੇਸ਼ਤਾਵਾਂ ਛੁਪੀਆਂ ਹੁੰਦੀਆਂ ਹਨ। ਮਾਪਿਆਂ ਨੂੰ ਸਮਝਣਾ ਚਾਹੀਦਾ ਹੈ ਕਿ ਹਰ ਬੱਚਾ ਵਿਲੱਖਣ ਹੈ ਅਤੇ ਸਹੀ ਮਾਰਗਦਰਸ਼ਨ ਨਾਲ ਅੱਗੇ ਵਧ ਸਕਦਾ ਹੈ। ਹੁਸ਼ਿਆਰਪੁਰ, 18 ਜੂਨ (ਤਰਸੇਮ ਦੀਵਾਨਾ): ਆਟਿਸਟਿਕ ਪ੍ਰਾਈਡ ਡੇ ਦੀ ਪੂਰਵ ਸੰਧਿਆ 'ਤੇ ਉਪਰਲੀ ਬਾਰਡ ਵਿੱਚ ਪ੍ਰਤਿਭਾ ਅਤੇ ਵਿਸ਼ੇਸ਼ਤਾਵਾਂ ਛੁਪੀਆਂ ਹੁੰਦੀਆਂ ਹਨ। ਮਾਪਿਆਂ ਨੂੰ ਸਮਝਣਾ ਚਾਹੀਦਾ ਹੈ ਕਿ ਹਰ ਬੱਚਾ ਵਿਲੱਖਣ ਹੈ ਅਤੇ ਸਹੀ ਮਾਰਗਦਰਸ਼ਨ ਨਾਲ bbox=[489, 704, 709, 757]
appra-body-2: ਅੱਪਰਾ (ਜਿਵਤਪਾਲ ਸਿੰਘ)-ਸਥਾਨਕ ਦੁਕਾਨਾਂ ਨੂੰ ਅਸੁਰੱਖਿਅਤ ਨੋਟਿਸ ਜਾਰੀ ਕਰਨ ਦੇ ਬਾਵਜੂਦ ਕਿਰਾਏਦਾਰਾਂ ਵੱਲੋਂ ਖਾਲੀ ਨਾ ਕਰਨ ਉਪਰੰਤ ਪ੍ਰਸ਼ਾਸਨ ਨੇ ਕਾਰਵਾਈ ਕੀਤੀ। ਬੀ. ਡੀ. ਪੀ. ਓ. ਫਿਲੌਰ ਦੀ ਅਗਵਾਈ ਹੇਠ ਪੁਲਿਸ ਦੀ ਹਾਜ਼ਰੀ ਵਿੱਚ ਦੁਕਾਨਾਂ ਢਾਹੀਆਂ ਗਈਆਂ। ਅੱਪਰਾ (ਜਿਵਤਪਾਲ ਸਿੰਘ)-ਸਥਾਨਕ ਦੁਕਾਨਾਂ ਨੂੰ ਅਸੁਰੱਖਿਅਤ ਨੋਟਿਸ ਜਾਰੀ ਕਰਨ ਦੇ ਬਾਵਜੂਦ bbox=[800, 96, 945, 149]
mobiles-headline: ਜ਼ਿਲ੍ਹਾ ਸ੍ਰੀ ਮੁਕਤਸਰ ਸਾਹਿਬ ਪੁਲਿਸ ਵੱਲੋਂ ਪਬਲਿਕ ਦੇ ਗੁੰਮ ਹੋਏ 112 ਮੋਬਾਇਲ ਫੋਨ ਕੀਤੇ ਟਰੇਸ bbox=[292, 927, 682, 981]
lead-headline: ਪਿੰਡ ਬਾਬਕ (ਹੁਸ਼ਿਆਰਪੁਰ) ਵਿੱਚ ਨੰਨੜ ਗੋਤ ਦੇ ਪੁਰਾਤਨ ਪੁਰਖਿਆਂ (ਜਠੇਰਿਆਂ) ਦੀ ਯਾਦ 'ਚ ਸਾਲਾਨਾ ਧਾਰਮਿਕ ਸਮਾਗਮ ਕਰਵਾਇਆ ਗਿਆ bbox=[0, 43, 623, 103]
transport-body-2: ਸੰਗਰੂਰ, 18 ਜੂਨ (ਜਗਸੀਰ ਸਿੰਘ) ਪੰਜਾਬ ਸਰਕਾਰ ਦੇ ਆਦੇਸ਼ਾਂ ਅਨੁਸਾਰ ਖੇਤਰੀ ਟਰਾਂਸਪੋਰਟ ਦਫ਼ਤਰ ਵੱਲੋਂ ਮੈਨੂਅਲ ਲਾਇਸੈਂਸਿੰਗ ਸਰਟੀਫਿਕੇਟਾਂ ਅਤੇ ਡਰਾਇਵਿੰਗ ਲਾਇਸੈਂਸਾਂ ਦੀ ਰਜਿਸਟ੍ਰੇਸ਼ਨ ਅਤੇ ਰੀਨਿਊਲ ਦੇ ਬਕਾਇਆ ਕੰਮ ਨੂੰ ਜਲਦੀ ਮੁਕੰਮਲ ਕੀਤਾ ਜਾਵੇਗਾ। ਸੰਗਰੂਰ, 18 ਜੂਨ (ਜਗਸੀਰ ਸਿੰਘ) ਪੰਜਾਬ ਸਰਕਾਰ ਦੇ ਆਦੇਸ਼ਾਂ ਅਨੁਸਾਰ ਖੇਤਰੀ ਟਰਾਂਸਪੋਰਟ ਦਫ਼ਤਰ ਵੱਲੋਂ ਮੈਨੂਅਲ ਲਾਇਸੈਂਸਿੰਗ ਸਰਟੀਫਿਕੇਟਾਂ ਅਤੇ ਡਰਾਇਵਿੰਗ ਲਾਇਸੈਂਸਾਂ ਦੀ ਰਜਿਸਟ੍ਰੇਸ਼ਨ ਅਤੇ ਰੀਨਿਊਲ ਦੇ ਬਕਾਇਆ ਕੰਮ ਨੂੰ ਜਲਦੀ ਮੁਕੰਮਲ ਕੀਤਾ ਜਾਵੇਗਾ। ਸੰਗਰੂਰ, 18 ਜੂਨ (ਜਗਸੀਰ ਸਿੰਘ) ਪੰਜਾਬ ਸਰਕਾਰ ਦੇ ਆਦੇਸ਼ਾਂ ਅਨੁਸਾਰ ਖੇਤਰੀ ਟਰਾਂਸਪੋਰਟ ਦਫ਼ਤਰ ਵੱਲੋਂ ਮੈਨੂਅਲ ਲਾਇਸੈਂਸਿੰਗ ਸਰਟੀਫਿਕੇਟਾਂ ਅਤੇ ਡਰਾਇਵਿੰਗ ਲਾਇਸੈਂਸਾਂ ਦੀ ਰਜਿਸਟ੍ਰੇਸ਼ਨ ਅਤੇ ਰੀਨਿਊਲ ਦੇ ਬਕਾਇਆ ਕੰਮ ਨੂੰ ਜਲਦੀ ਮੁਕੰਮਲ ਕੀਤਾ ਜਾਵੇਗਾ। ਸੰਗਰੂਰ, 18 ਜੂਨ (ਜਗਸੀਰ ਸਿੰਘ) ਪੰਜਾਬ ਸਰਕਾਰ ਦੇ ਆਦੇਸ਼ਾਂ ਅਨੁਸਾਰ ਖੇਤਰੀ ਟਰਾਂਸਪੋਰਟ ਦਫ਼ਤਰ ਵੱਲੋਂ ਮੈਨੂਅਲ ਲਾਇਸੈਂਸਿੰਗ ਸਰਟੀਫਿਕੇਟਾਂ ਅਤੇ ਡਰਾਇਵਿੰਗ ਲਾਇਸੈਂਸਾਂ ਦੀ ਰਜਿਸਟ੍ਰੇਸ਼ਨ ਅਤੇ ਰੀਨਿਊਲ ਦੇ ਬਕਾਇਆ ਕੰਮ ਨੂੰ ਜਲਦੀ ਮੁਕੰਮਲ ਕੀਤਾ ਜਾਵੇਗਾ। ਸੰਗਰੂਰ, 18 ਜੂਨ (ਜਗਸੀਰ ਸਿੰਘ) ਪੰਜਾਬ ਸਰਕਾਰ ਦੇ ਆਦੇਸ਼ਾਂ ਅਨੁਸਾਰ ਖੇਤਰੀ ਟਰਾਂਸਪੋਰਟ ਦਫ਼ਤਰ ਵੱਲੋਂ ਮੈਨੂਅਲ ਲਾਇਸੈਂਸਿੰਗ ਸਰਟੀਫਿਕੇਟਾਂ ਅਤੇ ਡਰਾਇਵਿੰਗ ਲਾਇਸੈਂਸਾਂ ਦੀ ਰਜਿਸਟ੍ਰੇਸ਼ਨ ਅਤੇ ਰੀਨਿਊਲ ਦੇ ਬਕਾਇਆ ਕੰਮ ਨੂੰ ਜਲਦੀ ਮੁਕੰਮਲ ਕੀਤਾ ਜਾਵੇਗਾ। ਸੰਗਰੂਰ, 18 ਜੂਨ (ਜਗਸੀਰ ਸਿੰਘ) ਪੰਜਾਬ ਸਰਕਾਰ ਦੇ ਆਦੇਸ਼ਾਂ ਅਨੁਸਾਰ ਖੇਤਰੀ ਟਰਾਂਸਪੋਰਟ ਦਫ਼ਤਰ ਵੱਲੋਂ ਮੈਨੂਅਲ ਲਾਇਸੈਂਸਿੰਗ ਸਰਟੀਫਿਕੇਟਾਂ ਅਤੇ ਡਰਾਇਵਿੰਗ ਲਾਇਸੈਂਸਾਂ ਦੀ ਰਜਿਸਟ੍ਰੇਸ਼ਨ ਅਤੇ ਰੀਨਿਊਲ ਦੇ ਬਕਾਇਆ ਕੰਮ ਨੂੰ ਜਲਦੀ ਮੁਕੰਮਲ ਕੀਤਾ ਜਾਵੇਗਾ। ਸੰਗਰੂਰ, 18 ਜੂਨ (ਜਗਸੀਰ ਸਿੰਘ) ਪੰਜਾਬ ਸਰਕਾਰ ਦੇ ਆਦੇਸ਼ਾਂ ਅਨੁਸਾਰ ਖੇਤਰੀ ਟਰਾਂਸਪੋਰਟ ਦਫ਼ਤਰ ਵੱਲੋਂ ਮੈਨੂਅਲ ਲਾਇਸੈਂਸਿੰਗ ਸਰਟੀਫਿਕੇਟਾਂ ਅਤੇ ਡਰਾਇਵਿੰਗ ਲਾਇਸੈਂਸਾਂ ਦੀ ਰਜਿਸਟ੍ਰੇਸ਼ਨ ਅਤੇ ਰੀਨਿਊਲ ਦੇ ਬਕਾਇਆ ਕੰਮ ਨੂੰ bbox=[0, 662, 260, 805]
child-labour-body-3: ਫਾਜ਼ਿਲਕਾ, 18 ਜੂਨ (ਰਵਿੰਦਰ ਸਿੰਘ) ਡਿਪਟੀ ਕਮਿਸ਼ਨਰ ਦੇ ਦਿਸ਼ਾ ਨਿਰਦੇਸ਼ਾਂ ਹੇਠ ਜ਼ਿਲ੍ਹਾ ਬਾਲ ਸੁਰੱਖਿਆ ਦਫ਼ਤਰ ਵੱਲੋਂ ਜ਼ਿਲ੍ਹਾ ਟਾਸਕ ਫੋਰਸ ਦੀ ਟੀਮ ਨਾਲ ਬਾਲ ਮਜ਼ਦੂਰੀ ਅਤੇ ਬਾਲ ਭਿੱਖਿਆ ਰੋਕਣ ਲਈ ਵੱਖ-ਵੱਖ ਥਾਵਾਂ 'ਤੇ ਚੈਕਿੰਗ ਕੀਤੀ ਗਈ। ਟੀਮ ਵੱਲੋਂ 1132 ਅਤੇ 1098 ਹੈਲਪਲਾਈਨ ਨੰਬਰਾਂ ਬਾਰੇ ਜਾਗਰੂਕ ਕੀਤਾ ਗਿਆ। ਫਾਜ਼ਿਲਕਾ, 18 ਜੂਨ (ਰਵਿੰਦਰ ਸਿੰਘ) ਡਿਪਟੀ ਕਮਿਸ਼ਨਰ ਦੇ ਦਿਸ਼ਾ ਨਿਰਦੇਸ਼ਾਂ ਹੇਠ ਜ਼ਿਲ੍ਹਾ ਬਾਲ ਸੁਰੱਖਿਆ ਦਫ਼ਤਰ ਵੱਲੋਂ ਜ਼ਿਲ੍ਹਾ ਟਾਸਕ ਫੋਰਸ ਦੀ ਟੀਮ ਨਾਲ ਬਾਲ ਮਜ਼ਦੂਰੀ ਅਤੇ ਬਾਲ ਭਿੱਖਿਆ ਰੋਕਣ ਲਈ ਵੱਖ-ਵੱਖ ਥਾਵਾਂ 'ਤੇ ਚੈਕਿੰਗ ਕੀਤੀ ਗਈ। ਟੀਮ ਵੱਲੋਂ 1132 bbox=[370, 1424, 540, 1504]
mobiles-photo-2 bbox=[486, 1055, 596, 1137]
demolition-photo bbox=[800, 158, 945, 253]
header-rule bbox=[50, 34, 750, 39]
lead-body: ਪਿੰਡ 18 ਜੂਨ (ਦਲਜੀਤ ਸਿੰਘ ਬਾਬਕ), ਪਿੰਡ ਬਾਬਕ (ਟਾਂਡਾ) ਜ਼ਿਲ੍ਹਾ ਹੁਸ਼ਿਆਰਪੁਰ ਵਿਖੇ ਨੰਨੜ ਗੋਤ ਦੇ ਪੁਰਾਤਨ ਪੁਰਖਿਆਂ (ਜਠੇਰਿਆਂ) ਦੀ ਯਾਦ ਵਿੱਚ ਸਾਲਾਨਾ ਧਾਰਮਿਕ ਸਮਾਗਮ ਕਰਵਾਇਆ ਗਿਆ। ਇਸ ਮੌਕੇ ਸ੍ਰੀ ਸੁਖਮਨੀ ਸਾਹਿਬ ਦੇ ਪਾਠ ਦੇ ਭੋਗ ਪਾਏ ਗਏ ਅਤੇ ਕੀਰਤਨ ਦਰਬਾਰ ਸਜਾਇਆ ਗਿਆ। ਸੰਗਤਾਂ ਨੇ ਵੱਡੀ ਗਿਣਤੀ ਵਿੱਚ ਹਾਜ਼ਰੀ ਭਰੀ ਅਤੇ ਗੁਰੂ ਕਾ ਲੰਗਰ ਅਤੁੱਟ ਵਰਤਿਆ। ਪਿੰਡ 18 ਜੂਨ (ਦਲਜੀਤ ਸਿੰਘ ਬਾਬਕ), ਪਿੰਡ ਬਾਬਕ (ਟਾਂਡਾ) ਜ਼ਿਲ੍ਹਾ ਹੁਸ਼ਿਆਰਪੁਰ ਵਿਖੇ ਨੰਨੜ ਗੋਤ ਦੇ ਪੁਰਾਤਨ ਪੁਰਖਿਆਂ (ਜਠੇਰਿਆਂ) ਦੀ ਯਾਦ ਵਿੱਚ ਸਾਲਾਨਾ ਧਾਰਮਿਕ ਸਮਾਗਮ ਕਰਵਾਇਆ ਗਿਆ। ਇਸ ਮੌਕੇ ਸ੍ਰੀ ਸੁਖਮਨੀ ਸਾਹਿਬ ਦੇ ਪਾਠ ਦੇ ਭੋਗ ਪਾਏ ਗਏ ਅਤੇ ਕੀਰਤਨ ਦਰਬਾਰ ਸਜਾਇਆ ਗਿਆ। ਸੰਗਤਾਂ ਨੇ ਵੱਡੀ ਗਿਣਤੀ ਵਿੱਚ ਹਾਜ਼ਰੀ ਭਰੀ ਅਤੇ ਗੁਰੂ ਕਾ ਲੰਗਰ ਅਤੁੱਟ ਵਰਤਿਆ। ਪਿੰਡ 18 ਜੂਨ (ਦਲਜੀਤ ਸਿੰਘ ਬਾਬਕ), ਪਿੰਡ ਬਾਬਕ (ਟਾਂਡਾ) ਜ਼ਿਲ੍ਹਾ ਹੁਸ਼ਿਆਰਪੁਰ ਵਿਖੇ ਨੰਨੜ ਗੋਤ ਦੇ ਪੁਰਾਤਨ bbox=[0, 116, 116, 286]
neet-body: ਗਿੱਦੜਬਾਹਾ, 18 ਜੂਨ (ਜਸਵੀਰ ਸਿੰਘ ਬੁੱਟਰ)- ਗਿੱਦੜਬਾਹਾ ਵਾਸੀ ਮਾਨ ਦੀ ਗੱਲ ਮਾਸਟਰ ਬਲਰਾਜ ਸਿੰਘ ਮਾਨ ਅਤੇ ਸਰਬਜੀਤ ਕੌਰ ਦੀ ਧੀ ਮਨਪ੍ਰੀਤ ਕੌਰ ਨੇ ਨੀਟ ਦੀ ਇਮਤਿਹਾਨ ਵਿੱਚ ਮਾਰਿਆ ਮਾਰਕਾ। ਦੇਸ਼ ਭਰ ਵਿੱਚ 8439 ਅਤੇ ਆਲ ਇੰਡੀਆ ਵਿੱਚ 20622 ਰੈਂਕ ਹਾਸਲ ਕੀਤਾ। ਗਿੱਦੜਬਾਹਾ, 18 ਜੂਨ (ਜਸਵੀਰ ਸਿੰਘ ਬੁੱਟਰ)- ਗਿੱਦੜਬਾਹਾ ਵਾਸੀ ਮਾਨ ਦੀ ਗੱਲ ਮਾਸਟਰ ਬਲਰਾਜ ਸਿੰਘ ਮਾਨ ਅਤੇ ਸਰਬਜੀਤ ਕੌਰ ਦੀ ਧੀ ਮਨਪ੍ਰੀਤ ਕੌਰ ਨੇ ਨੀਟ ਦੀ ਇਮਤਿਹਾਨ ਵਿੱਚ ਮਾਰਿਆ ਮਾਰਕਾ। bbox=[781, 650, 945, 712]
mobiles-body-2: ਸ੍ਰੀ ਮੁਕਤਸਰ ਸਾਹਿਬ, 18 ਜੂਨ (ਜਸਵਿੰਦਰ ਸਿੰਘ) ਜ਼ਿਲ੍ਹਾ ਪੁਲਿਸ ਮੁਖੀ ਵੱਲੋਂ ਪਬਲਿਕ ਦੇ ਗੁੰਮ ਹੋਏ 112 ਮੋਬਾਇਲ ਫੋਨ ਟਰੇਸ ਕਰਕੇ ਮਾਲਕਾਂ ਨੂੰ ਸੌਂਪੇ ਗਏ। ਉਨ੍ਹਾਂ ਦੱਸਿਆ ਕਿ 01/01/2023 ਤੋਂ ਹੁਣ ਤੱਕ ਤਕਰੀਬਨ 1060 ਦੇ ਕਰੀਬ ਮੋਬਾਇਲ ਫੋਨ ਟਰੇਸ ਕਰਕੇ ਲੋਕਾਂ ਨੂੰ ਦਿੱਤੇ ਗਏ ਹਨ। ਸਾਂਝ ਕੇਂਦਰ ਵਿੱਚ ਦਰਜ ਸ਼ਿਕਾਇਤਾਂ ਦੇ ਆਧਾਰ 'ਤੇ ਕਾਰਵਾਈ ਕੀਤੀ ਜਾਂਦੀ ਹੈ। ਸ੍ਰੀ ਮੁਕਤਸਰ ਸਾਹਿਬ, 18 ਜੂਨ (ਜਸਵਿੰਦਰ ਸਿੰਘ) ਜ਼ਿਲ੍ਹਾ ਪੁਲਿਸ ਮੁਖੀ ਵੱਲੋਂ ਪਬਲਿਕ ਦੇ ਗੁੰਮ ਹੋਏ 112 ਮੋਬਾਇਲ ਫੋਨ ਟਰੇਸ ਕਰਕੇ ਮਾਲਕਾਂ ਨੂੰ ਸੌਂਪੇ ਗਏ। ਉਨ੍ਹਾਂ bbox=[376, 1011, 709, 1046]
neet-body-continued: ਗਿੱਦੜਬਾਹਾ, 18 ਜੂਨ (ਜਸਵੀਰ ਸਿੰਘ ਬੁੱਟਰ)- ਗਿੱਦੜਬਾਹਾ ਵਾਸੀ ਮਾਨ ਦੀ ਗੱਲ ਮਾਸਟਰ ਬਲਰਾਜ ਸਿੰਘ ਮਾਨ ਅਤੇ ਸਰਬਜੀਤ ਕੌਰ ਦੀ ਧੀ ਮਨਪ੍ਰੀਤ ਕੌਰ ਨੇ ਨੀਟ ਦੀ ਇਮਤਿਹਾਨ ਵਿੱਚ ਮਾਰਿਆ ਮਾਰਕਾ। ਦੇਸ਼ ਭਰ ਵਿੱਚ 8439 ਅਤੇ ਆਲ ਇੰਡੀਆ ਵਿੱਚ 20622 ਰੈਂਕ ਹਾਸਲ ਕੀਤਾ। ਗਿੱਦੜਬਾਹਾ, 18 ਜੂਨ (ਜਸਵੀਰ ਸਿੰਘ ਬੁੱਟਰ)- ਗਿੱਦੜਬਾਹਾ ਵਾਸੀ ਮਾਨ ਦੀ ਗੱਲ ਮਾਸਟਰ ਬਲਰਾਜ ਸਿੰਘ ਮਾਨ ਅਤੇ ਸਰਬਜੀਤ ਕੌਰ ਦੀ ਧੀ ਮਨਪ੍ਰੀਤ ਕੌਰ ਨੇ ਨੀਟ ਦੀ ਇਮਤਿਹਾਨ ਵਿੱਚ ਮਾਰਿਆ ਮਾਰਕਾ। ਦੇਸ਼ ਭਰ ਵਿੱਚ 8439 ਅਤੇ ਆਲ ਇੰਡੀਆ ਵਿੱਚ 20622 ਰੈਂਕ ਹਾਸਲ ਕੀਤਾ। ਗਿੱਦੜਬਾਹਾ, 18 ਜੂਨ (ਜਸਵੀਰ ਸਿੰਘ ਬੁੱਟਰ)- ਗਿੱਦੜਬਾਹਾ ਵਾਸੀ ਮਾਨ ਦੀ ਗੱਲ ਮਾਸਟਰ ਬਲਰਾਜ ਸਿੰਘ ਮਾਨ ਅਤੇ ਸਰਬਜੀਤ ਕੌਰ ਦੀ ਧੀ ਮਨਪ੍ਰੀਤ ਕੌਰ ਨੇ ਨੀਟ ਦੀ ਇਮਤਿਹਾਨ ਵਿੱਚ ਮਾਰਿਆ ਮਾਰਕਾ। ਦੇਸ਼ ਭਰ ਵਿੱਚ 8439 ਅਤੇ ਆਲ ਇੰਡੀਆ ਵਿੱਚ 20622 ਰੈਂਕ ਹਾਸਲ ਕੀਤਾ। ਗਿੱਦੜਬਾਹਾ, 18 ਜੂਨ (ਜਸਵੀਰ ਸਿੰਘ ਬੁੱਟਰ)- ਗਿੱਦੜਬਾਹਾ ਵਾਸੀ ਮਾਨ ਦੀ ਗੱਲ ਮਾਸਟਰ ਬਲਰਾਜ ਸਿੰਘ ਮਾਨ ਅਤੇ ਸਰਬਜੀਤ ਕੌਰ ਦੀ ਧੀ ਮਨਪ੍ਰੀਤ ਕੌਰ ਨੇ ਨੀਟ ਦੀ ਇਮਤਿਹਾਨ ਵਿੱਚ ਮਾਰਿਆ ਮਾਰਕਾ। ਦੇਸ਼ ਭਰ ਵਿੱਚ 8439 ਅਤੇ ਆਲ ਇੰਡੀਆ ਵਿੱਚ 20622 ਰੈਂਕ ਹਾਸਲ ਕੀਤਾ। ਗਿੱਦੜਬਾਹਾ, 18 ਜੂਨ (ਜਸਵੀਰ ਸਿੰਘ ਬੁੱਟਰ)- ਗਿੱਦੜਬਾਹਾ ਵਾਸੀ ਮਾਨ ਦੀ ਗੱਲ ਮਾਸਟਰ ਬਲਰਾਜ ਸਿੰਘ ਮਾਨ ਅਤੇ ਸਰਬਜੀਤ ਕੌਰ ਦੀ ਧੀ ਮਨਪ੍ਰੀਤ ਕੌਰ ਨੇ ਨੀਟ ਦੀ ਇਮਤਿਹਾਨ ਵਿੱਚ ਮਾਰਿਆ ਮਾਰਕਾ। ਦੇਸ਼ ਭਰ ਵਿੱਚ 8439 ਅਤੇ ਆਲ ਇੰਡੀਆ ਵਿੱਚ 20622 ਰੈਂਕ ਹਾਸਲ ਕੀਤਾ। ਗਿੱਦੜਬਾਹਾ, 18 ਜੂਨ (ਜਸਵੀਰ ਸਿੰਘ ਬੁੱਟਰ)- ਗਿੱਦੜਬਾਹਾ ਵਾਸੀ ਮਾਨ ਦੀ ਗੱਲ ਮਾਸਟਰ ਬਲਰਾਜ ਸਿੰਘ ਮਾਨ ਅਤੇ ਸਰਬਜੀਤ ਕੌਰ ਦੀ ਧੀ ਮਨਪ੍ਰੀਤ ਕੌਰ ਨੇ ਨੀਟ ਦੀ ਇਮਤਿਹਾਨ ਵਿੱਚ ਮਾਰਿਆ ਮਾਰਕਾ। ਦੇਸ਼ ਭਰ ਵਿੱਚ 8439 ਅਤੇ ਆਲ ਇੰਡੀਆ ਵਿੱਚ 20622 ਰੈਂਕ ਹਾਸਲ ਕੀਤਾ। bbox=[712, 723, 945, 875]
autism-photo bbox=[489, 770, 599, 840]
task-force-photo bbox=[370, 1355, 540, 1421]
covid-lede: ਫਿਰੋਜ਼ਪੁਰ ਦੇ ਨਵੇਂ ਵੇਰੀਐਂਟ ਦੇ ਮਰੀਜ਼ਾਂ ਦੀ ਦੇਖ ਰੇਖ ਕਰ ਰਹੀ ਹੈ ਟੀਮਾਂ : ਸਿਵਲ ਸਰਜਨ bbox=[712, 424, 910, 432]
mobiles-kicker: 1.1.2023 ਤੋਂ ਹੁਣ ਤੱਕ 1060 ਮੋਬਾਇਲ ਫੋਨ ਟਰੇਸ ਕਰਕੇ ਲੋਕਾਂ ਨੂੰ ਦਿੱਤੇ ਜਾ ਚੁੱਕੇ ਹਨ bbox=[265, 1011, 364, 1027]
child-labour-body-4: ਫਾਜ਼ਿਲਕਾ, 18 ਜੂਨ (ਰਵਿੰਦਰ ਸਿੰਘ) ਡਿਪਟੀ ਕਮਿਸ਼ਨਰ ਦੇ ਦਿਸ਼ਾ ਨਿਰਦੇਸ਼ਾਂ ਹੇਠ ਜ਼ਿਲ੍ਹਾ ਬਾਲ ਸੁਰੱਖਿਆ ਦਫ਼ਤਰ ਵੱਲੋਂ ਜ਼ਿਲ੍ਹਾ ਟਾਸਕ ਫੋਰਸ ਦੀ ਟੀਮ ਨਾਲ ਬਾਲ ਮਜ਼ਦੂਰੀ ਅਤੇ ਬਾਲ ਭਿੱਖਿਆ ਰੋਕਣ ਲਈ ਵੱਖ-ਵੱਖ ਥਾਵਾਂ 'ਤੇ ਚੈਕਿੰਗ ਕੀਤੀ ਗਈ। ਟੀਮ ਵੱਲੋਂ 1132 ਅਤੇ 1098 ਹੈਲਪਲਾਈਨ ਨੰਬਰਾਂ ਬਾਰੇ ਜਾਗਰੂਕ ਕੀਤਾ ਗਿਆ। ਫਾਜ਼ਿਲਕਾ, 18 ਜੂਨ (ਰਵਿੰਦਰ ਸਿੰਘ) ਡਿਪਟੀ ਕਮਿਸ਼ਨਰ ਦੇ ਦਿਸ਼ਾ ਨਿਰਦੇਸ਼ਾਂ ਹੇਠ ਜ਼ਿਲ੍ਹਾ ਬਾਲ ਸੁਰੱਖਿਆ ਦਫ਼ਤਰ ਵੱਲੋਂ ਜ਼ਿਲ੍ਹਾ ਟਾਸਕ ਫੋਰਸ ਦੀ ਟੀਮ ਨਾਲ ਬਾਲ ਮਜ਼ਦੂਰੀ ਅਤੇ ਬਾਲ ਭਿੱਖਿਆ ਰੋਕਣ ਲਈ ਵੱਖ-ਵੱਖ ਥਾਵਾਂ 'ਤੇ ਚੈਕਿੰਗ ਕੀਤੀ ਗਈ। ਟੀਮ ਵੱਲੋਂ 1132 ਅਤੇ 1098 ਹੈਲਪਲਾਈਨ ਨੰਬਰਾਂ ਬਾਰੇ ਜਾਗਰੂਕ ਕੀਤਾ ਗਿਆ। ਫਾਜ਼ਿਲਕਾ, 18 ਜੂਨ (ਰਵਿੰਦਰ ਸਿੰਘ) ਡਿਪਟੀ ਕਮਿਸ਼ਨਰ ਦੇ ਦਿਸ਼ਾ ਨਿਰਦੇਸ਼ਾਂ ਹੇਠ ਜ਼ਿਲ੍ਹਾ ਬਾਲ ਸੁਰੱਖਿਆ ਦਫ਼ਤਰ ਵੱਲੋਂ ਜ਼ਿਲ੍ਹਾ ਟਾਸਕ ਫੋਰਸ ਦੀ ਟੀਮ ਨਾਲ ਬਾਲ ਮਜ਼ਦੂਰੀ ਅਤੇ ਬਾਲ ਭਿੱਖਿਆ ਰੋਕਣ ਲਈ ਵੱਖ-ਵੱਖ ਥਾਵਾਂ 'ਤੇ ਚੈਕਿੰਗ ਕੀਤੀ ਗਈ। ਟੀਮ ਵੱਲੋਂ 1132 ਅਤੇ 1098 ਹੈਲਪਲਾਈਨ ਨੰਬਰਾਂ ਬਾਰੇ ਜਾਗਰੂਕ ਕੀਤਾ ਗਿਆ। ਫਾਜ਼ਿਲਕਾ, 18 ਜੂਨ (ਰਵਿੰਦਰ ਸਿੰਘ) ਡਿਪਟੀ ਕਮਿਸ਼ਨਰ ਦੇ ਦਿਸ਼ਾ ਨਿਰਦੇਸ਼ਾਂ ਹੇਠ ਜ਼ਿਲ੍ਹਾ ਬਾਲ ਸੁਰੱਖਿਆ ਦਫ਼ਤਰ ਵੱਲੋਂ ਜ਼ਿਲ੍ਹਾ ਟਾਸਕ ਫੋਰਸ ਦੀ ਟੀਮ ਨਾਲ ਬਾਲ ਮਜ਼ਦੂਰੀ ਅਤੇ ਬਾਲ ਭਿੱਖਿਆ ਰੋਕਣ ਲਈ ਵੱਖ-ਵੱਖ ਥਾਵਾਂ 'ਤੇ ਚੈਕਿੰਗ ਕੀਤੀ ਗਈ। ਟੀਮ ਵੱਲੋਂ 1132 ਅਤੇ 1098 ਹੈਲਪਲਾਈਨ ਨੰਬਰਾਂ ਬਾਰੇ ਜਾਗਰੂਕ ਕੀਤਾ ਗਿਆ। ਫਾਜ਼ਿਲਕਾ, 18 ਜੂਨ (ਰਵਿੰਦਰ ਸਿੰਘ) ਡਿਪਟੀ ਕਮਿਸ਼ਨਰ ਦੇ ਦਿਸ਼ਾ ਨਿਰਦੇਸ਼ਾਂ ਹੇਠ ਜ਼ਿਲ੍ਹਾ ਬਾਲ ਸੁਰੱਖਿਆ ਦਫ਼ਤਰ ਵੱਲੋਂ ਜ਼ਿਲ੍ਹਾ bbox=[545, 1291, 709, 1497]
shergarh-headline: ਸ਼ੇਰਗੜ੍ਹ ਬੇਟ ਵਿਖੇ ਬਾਬਾ ਸੰਤੋਖ ਸਿੰਘ ਦੀ ਯਾਦ 'ਚ ਮੇਲਾ ਤੇ ਭੰਡਾਰਾ ਕਰਵਾਇਆ bbox=[716, 888, 941, 925]
autism-body-4: ਹੁਸ਼ਿਆਰਪੁਰ, 18 ਜੂਨ (ਤਰਸੇਮ ਦੀਵਾਨਾ): ਆਟਿਸਟਿਕ ਪ੍ਰਾਈਡ ਡੇ ਦੀ ਪੂਰਵ ਸੰਧਿਆ 'ਤੇ ਉਪਰਲੀ ਬਾਰਡ ਵਿੱਚ ਪ੍ਰਤਿਭਾ ਅਤੇ ਵਿਸ਼ੇਸ਼ਤਾਵਾਂ ਛੁਪੀਆਂ ਹੁੰਦੀਆਂ ਹਨ। ਮਾਪਿਆਂ ਨੂੰ ਸਮਝਣਾ ਚਾਹੀਦਾ ਹੈ ਕਿ ਹਰ ਬੱਚਾ ਵਿਲੱਖਣ ਹੈ ਅਤੇ ਸਹੀ ਮਾਰਗਦਰਸ਼ਨ ਨਾਲ ਅੱਗੇ ਵਧ ਸਕਦਾ ਹੈ। ਹੁਸ਼ਿਆਰਪੁਰ, 18 ਜੂਨ (ਤਰਸੇਮ ਦੀਵਾਨਾ): ਆਟਿਸਟਿਕ ਪ੍ਰਾਈਡ ਡੇ ਦੀ ਪੂਰਵ ਸੰਧਿਆ 'ਤੇ ਉਪਰਲੀ ਬਾਰਡ ਵਿੱਚ ਪ੍ਰਤਿਭਾ ਅਤੇ ਵਿਸ਼ੇਸ਼ਤਾਵਾਂ ਛੁਪੀਆਂ ਹੁੰਦੀਆਂ ਹਨ। ਮਾਪਿਆਂ ਨੂੰ ਸਮਝਣਾ ਚਾਹੀਦਾ ਹੈ ਕਿ ਹਰ ਬੱਚਾ ਵਿਲੱਖਣ ਹੈ ਅਤੇ ਸਹੀ ਮਾਰਗਦਰਸ਼ਨ ਨਾਲ ਅੱਗੇ ਵਧ ਸਕਦਾ ਹੈ। ਹੁਸ਼ਿਆਰਪੁਰ, 18 ਜੂਨ (ਤਰਸੇਮ ਦੀਵਾਨਾ): ਆਟਿਸਟਿਕ ਪ੍ਰਾਈਡ ਡੇ ਦੀ ਪੂਰਵ ਸੰਧਿਆ 'ਤੇ ਉਪਰਲੀ ਬਾਰਡ ਵਿੱਚ ਪ੍ਰਤਿਭਾ ਅਤੇ ਵਿਸ਼ੇਸ਼ਤਾਵਾਂ ਛੁਪੀਆਂ ਹੁੰਦੀਆਂ bbox=[489, 844, 709, 915]
akali-body: ਫ਼ਤਿਹਗੜ੍ਹ 18 ਜੂਨ (ਸੁਰਜੀਤ ਸਿੰਘ ਸਾਹੀ): ਅਕਾਲੀ ਦਲ ਦੀ ਲੀਡਰਸ਼ਿਪ ਨੂੰ ਪੰਥ ਨੇ ਨਕਾਰ ਦਿੱਤਾ ਹੈ ਅਤੇ ਸ੍ਰੀ ਅਕਾਲ ਤਖ਼ਤ ਸਾਹਿਬ ਦੇ ਹੁਕਮਨਾਮੇ ਨੂੰ ਨਾ ਮੰਨਣ ਵਾਲੇ ਆਗੂ ਪੰਜਾਬ ਦੀ ਸਿਆਸਤ ਵਿੱਚ ਆਪਣਾ ਆਧਾਰ ਗੁਆ ਚੁੱਕੇ ਹਨ। ਫ਼ਤਿਹਗੜ੍ਹ 18 ਜੂਨ (ਸੁਰਜੀਤ ਸਿੰਘ ਸਾਹੀ): ਅਕਾਲੀ ਦਲ ਦੀ ਲੀਡਰਸ਼ਿਪ ਨੂੰ ਪੰਥ ਨੇ ਨਕਾਰ ਦਿੱਤਾ ਹੈ ਅਤੇ ਸ੍ਰੀ ਅਕਾਲ ਤਖ਼ਤ ਸਾਹਿਬ ਦੇ ਹੁਕਮਨਾਮੇ ਨੂੰ ਨਾ ਮੰਨਣ ਵਾਲੇ ਆਗੂ ਪੰਜਾਬ ਦੀ ਸਿਆਸਤ ਵਿੱਚ ਆਪਣਾ ਆਧਾਰ ਗੁਆ ਚੁੱਕੇ ਹਨ। ਫ਼ਤਿਹਗੜ੍ਹ 18 ਜੂਨ (ਸੁਰਜੀਤ ਸਿੰਘ ਸਾਹੀ): ਅਕਾਲੀ ਦਲ ਦੀ ਲੀਡਰਸ਼ਿਪ ਨੂੰ ਪੰਥ ਨੇ ਨਕਾਰ ਦਿੱਤਾ ਹੈ ਅਤੇ ਸ੍ਰੀ ਅਕਾਲ ਤਖ਼ਤ ਸਾਹਿਬ ਦੇ ਹੁਕਮਨਾਮੇ ਨੂੰ ਨਾ ਮੰਨਣ ਵਾਲੇ ਆਗੂ ਪੰਜਾਬ ਦੀ ਸਿਆਸਤ ਵਿੱਚ ਆਪਣਾ ਆਧਾਰ ਗੁਆ ਚੁੱਕੇ ਹਨ। ਫ਼ਤਿਹਗੜ੍ਹ 18 ਜੂਨ (ਸੁਰਜੀਤ ਸਿੰਘ ਸਾਹੀ): ਅਕਾਲੀ ਦਲ ਦੀ ਲੀਡਰਸ਼ਿਪ ਨੂੰ ਪੰਥ ਨੇ ਨਕਾਰ ਦਿੱਤਾ ਹੈ ਅਤੇ ਸ੍ਰੀ ਅਕਾਲ ਤਖ਼ਤ ਸਾਹਿਬ ਦੇ ਹੁਕਮਨਾਮੇ ਨੂੰ ਨਾ ਮੰਨਣ ਵਾਲੇ ਆਗੂ ਪੰਜਾਬ ਦੀ ਸਿਆਸਤ ਵਿੱਚ ਆਪਣਾ ਆਧਾਰ ਗੁਆ ਚੁੱਕੇ ਹਨ। ਫ਼ਤਿਹਗੜ੍ਹ 18 ਜੂਨ (ਸੁਰਜੀਤ ਸਿੰਘ ਸਾਹੀ): ਅਕਾਲੀ ਦਲ ਦੀ ਲੀਡਰਸ਼ਿਪ ਨੂੰ ਪੰਥ ਨੇ ਨਕਾਰ ਦਿੱਤਾ ਹੈ ਅਤੇ ਸ੍ਰੀ ਅਕਾਲ ਤਖ਼ਤ ਸਾਹਿਬ ਦੇ ਹੁਕਮਨਾਮੇ ਨੂੰ ਨਾ ਮੰਨਣ ਵਾਲੇ ਆਗੂ ਪੰਜਾਬ ਦੀ ਸਿਆਸਤ ਵਿੱਚ ਆਪਣਾ ਆਧਾਰ ਗੁਆ ਚੁੱਕੇ ਹਨ। ਫ਼ਤਿਹਗੜ੍ਹ 18 ਜੂਨ (ਸੁਰਜੀਤ ਸਿੰਘ ਸਾਹੀ): ਅਕਾਲੀ ਦਲ ਦੀ ਲੀਡਰਸ਼ਿਪ ਨੂੰ ਪੰਥ ਨੇ ਨਕਾਰ ਦਿੱਤਾ ਹੈ ਅਤੇ ਸ੍ਰੀ ਅਕਾਲ ਤਖ਼ਤ ਸਾਹਿਬ ਦੇ ਹੁਕਮਨਾਮੇ ਨੂੰ ਨਾ ਮੰਨਣ ਵਾਲੇ ਆਗੂ ਪੰਜਾਬ ਦੀ ਸਿਆਸਤ ਵਿੱਚ ਆਪਣਾ ਆਧਾਰ ਗੁਆ ਚੁੱਕੇ ਹਨ। ਫ਼ਤਿਹਗੜ੍ਹ 18 ਜੂਨ (ਸੁਰਜੀਤ ਸਿੰਘ ਸਾਹੀ): ਅਕਾਲੀ ਦਲ ਦੀ ਲੀਡਰਸ਼ਿਪ ਨੂੰ ਪੰਥ ਨੇ ਨਕਾਰ ਦਿੱਤਾ ਹੈ ਅਤੇ ਸ੍ਰੀ ਅਕਾਲ ਤਖ਼ਤ ਸਾਹਿਬ ਦੇ ਹੁਕਮਨਾਮੇ ਨੂੰ ਨਾ ਮੰਨਣ ਵਾਲੇ ਆਗੂ ਪੰਜਾਬ ਦੀ ਸਿਆਸਤ ਵਿੱਚ ਆਪਣਾ ਆਧਾਰ ਗੁਆ ਚੁੱਕੇ ਹਨ। ਫ਼ਤਿਹਗੜ੍ਹ 18 ਜੂਨ (ਸੁਰਜੀਤ ਸਿੰਘ ਸਾਹੀ): ਅਕਾਲੀ ਦਲ ਦੀ ਲੀਡਰਸ਼ਿਪ ਨੂੰ ਪੰਥ ਨੇ ਨਕਾਰ ਦਿੱਤਾ ਹੈ ਅਤੇ ਸ੍ਰੀ ਅਕਾਲ ਤਖ਼ਤ ਸਾਹਿਬ ਦੇ ਹੁਕਮਨਾਮੇ ਨੂੰ ਨਾ ਮੰਨਣ ਵਾਲੇ ਆਗੂ ਪੰਜਾਬ ਦੀ ਸਿਆਸਤ ਵਿੱਚ ਆਪਣਾ ਆਧਾਰ ਗੁਆ ਚੁੱਕੇ ਹਨ। ਫ਼ਤਿਹਗੜ੍ਹ 18 ਜੂਨ (ਸੁਰਜੀਤ ਸਿੰਘ ਸਾਹੀ): ਅਕਾਲੀ ਦਲ ਦੀ ਲੀਡਰਸ਼ਿਪ ਨੂੰ ਪੰਥ ਨੇ ਨਕਾਰ ਦਿੱਤਾ ਹੈ ਅਤੇ ਸ੍ਰੀ ਅਕਾਲ ਤਖ਼ਤ ਸਾਹਿਬ ਦੇ ਹੁਕਮਨਾਮੇ ਨੂੰ ਨਾ ਮੰਨਣ ਵਾਲੇ ਆਗੂ ਪੰਜਾਬ ਦੀ ਸਿਆਸਤ ਵਿੱਚ ਆਪਣਾ ਆਧਾਰ ਗੁਆ ਚੁੱਕੇ ਹਨ। ਫ਼ਤਿਹਗੜ੍ਹ 18 ਜੂਨ (ਸੁਰਜੀਤ ਸਿੰਘ ਸਾਹੀ): ਅਕਾਲੀ ਦਲ ਦੀ ਲੀਡਰਸ਼ਿਪ ਨੂੰ ਪੰਥ ਨੇ ਨਕਾਰ ਦਿੱਤਾ ਹੈ ਅਤੇ ਸ੍ਰੀ ਅਕਾਲ ਤਖ਼ਤ ਸਾਹਿਬ ਦੇ ਹੁਕਮਨਾਮੇ ਨੂੰ ਨਾ ਮੰਨਣ ਵਾਲੇ ਆਗੂ ਪੰਜਾਬ ਦੀ ਸਿਆਸਤ ਵਿੱਚ ਆਪਣਾ ਆਧਾਰ ਗੁਆ ਚੁੱਕੇ ਹਨ। ਫ਼ਤਿਹਗੜ੍ਹ 18 ਜੂਨ (ਸੁਰਜੀਤ ਸਿੰਘ ਸਾਹੀ): ਅਕਾਲੀ ਦਲ ਦੀ ਲੀਡਰਸ਼ਿਪ ਨੂੰ ਪੰਥ ਨੇ ਨਕਾਰ ਦਿੱਤਾ ਹੈ ਅਤੇ ਸ੍ਰੀ ਅਕਾਲ ਤਖ਼ਤ ਸਾਹਿਬ ਦੇ ਹੁਕਮਨਾਮੇ ਨੂੰ ਨਾ ਮੰਨਣ ਵਾਲੇ ਆਗੂ ਪੰਜਾਬ ਦੀ ਸਿਆਸਤ ਵਿੱਚ ਆਪਣਾ ਆਧਾਰ ਗੁਆ ਚੁੱਕੇ ਹਨ। ਫ਼ਤਿਹਗੜ੍ਹ 18 ਜੂਨ (ਸੁਰਜੀਤ ਸਿੰਘ ਸਾਹੀ): ਅਕਾਲੀ ਦਲ ਦੀ ਲੀਡਰਸ਼ਿਪ ਨੂੰ ਪੰਥ ਨੇ ਨਕਾਰ ਦਿੱਤਾ ਹੈ ਅਤੇ ਸ੍ਰੀ ਅਕਾਲ ਤਖ਼ਤ ਸਾਹਿਬ ਦੇ ਹੁਕਮਨਾਮੇ ਨੂੰ ਨਾ ਮੰਨਣ ਵਾਲੇ ਆਗੂ ਪੰਜਾਬ ਦੀ ਸਿਆਸਤ ਵਿੱਚ ਆਪਣਾ ਆਧਾਰ ਗੁਆ ਚੁੱਕੇ ਹਨ। bbox=[265, 450, 709, 593]
lead-body-bottom: ਪਿੰਡ 18 ਜੂਨ (ਦਲਜੀਤ ਸਿੰਘ ਬਾਬਕ), ਪਿੰਡ ਬਾਬਕ (ਟਾਂਡਾ) ਜ਼ਿਲ੍ਹਾ ਹੁਸ਼ਿਆਰਪੁਰ ਵਿਖੇ ਨੰਨੜ ਗੋਤ ਦੇ ਪੁਰਾਤਨ ਪੁਰਖਿਆਂ (ਜਠੇਰਿਆਂ) ਦੀ ਯਾਦ ਵਿੱਚ ਸਾਲਾਨਾ ਧਾਰਮਿਕ ਸਮਾਗਮ ਕਰਵਾਇਆ ਗਿਆ। ਇਸ ਮੌਕੇ ਸ੍ਰੀ ਸੁਖਮਨੀ ਸਾਹਿਬ ਦੇ ਪਾਠ ਦੇ ਭੋਗ ਪਾਏ ਗਏ ਅਤੇ ਕੀਰਤਨ ਦਰਬਾਰ ਸਜਾਇਆ ਗਿਆ। ਸੰਗਤਾਂ ਨੇ ਵੱਡੀ ਗਿਣਤੀ ਵਿੱਚ ਹਾਜ਼ਰੀ ਭਰੀ ਅਤੇ ਗੁਰੂ ਕਾ ਲੰਗਰ ਅਤੁੱਟ ਵਰਤਿਆ। ਪਿੰਡ 18 ਜੂਨ (ਦਲਜੀਤ ਸਿੰਘ ਬਾਬਕ), ਪਿੰਡ ਬਾਬਕ (ਟਾਂਡਾ) ਜ਼ਿਲ੍ਹਾ ਹੁਸ਼ਿਆਰਪੁਰ ਵਿਖੇ ਨੰਨੜ ਗੋਤ ਦੇ ਪੁਰਾਤਨ ਪੁਰਖਿਆਂ (ਜਠੇਰਿਆਂ) ਦੀ ਯਾਦ ਵਿੱਚ ਸਾਲਾਨਾ ਧਾਰਮਿਕ ਸਮਾਗਮ ਕਰਵਾਇਆ ਗਿਆ। ਇਸ ਮੌਕੇ ਸ੍ਰੀ ਸੁਖਮਨੀ ਸਾਹਿਬ ਦੇ ਪਾਠ ਦੇ ਭੋਗ ਪਾਏ ਗਏ ਅਤੇ ਕੀਰਤਨ ਦਰਬਾਰ ਸਜਾਇਆ ਗਿਆ। ਸੰਗਤਾਂ ਨੇ ਵੱਡੀ ਗਿਣਤੀ ਵਿੱਚ ਹਾਜ਼ਰੀ ਭਰੀ ਅਤੇ ਗੁਰੂ ਕਾ ਲੰਗਰ ਅਤੁੱਟ ਵਰਤਿਆ। ਪਿੰਡ 18 ਜੂਨ (ਦਲਜੀਤ ਸਿੰਘ ਬਾਬਕ), ਪਿੰਡ ਬਾਬਕ (ਟਾਂਡਾ) ਜ਼ਿਲ੍ਹਾ ਹੁਸ਼ਿਆਰਪੁਰ ਵਿਖੇ ਨੰਨੜ ਗੋਤ ਦੇ ਪੁਰਾਤਨ ਪੁਰਖਿਆਂ (ਜਠੇਰਿਆਂ) ਦੀ ਯਾਦ ਵਿੱਚ ਸਾਲਾਨਾ ਧਾਰਮਿਕ ਸਮਾਗਮ ਕਰਵਾਇਆ ਗਿਆ। ਇਸ ਮੌਕੇ ਸ੍ਰੀ ਸੁਖਮਨੀ ਸਾਹਿਬ ਦੇ ਪਾਠ ਦੇ ਭੋਗ ਪਾਏ ਗਏ ਅਤੇ ਕੀਰਤਨ ਦਰਬਾਰ ਸਜਾਇਆ ਗਿਆ। ਸੰਗਤਾਂ ਨੇ ਵੱਡੀ ਗਿਣਤੀ ਵਿੱਚ ਹਾਜ਼ਰੀ ਭਰੀ ਅਤੇ ਗੁਰੂ ਕਾ ਲੰਗਰ ਅਤੁੱਟ ਵਰਤਿਆ। ਪਿੰਡ 18 ਜੂਨ (ਦਲਜੀਤ ਸਿੰਘ ਬਾਬਕ), ਪਿੰਡ ਬਾਬਕ (ਟਾਂਡਾ) ਜ਼ਿਲ੍ਹਾ ਹੁਸ਼ਿਆਰਪੁਰ ਵਿਖੇ ਨੰਨੜ ਗੋਤ ਦੇ ਪੁਰਾਤਨ ਪੁਰਖਿਆਂ (ਜਠੇਰਿਆਂ) ਦੀ ਯਾਦ ਵਿੱਚ ਸਾਲਾਨਾ ਧਾਰਮਿਕ ਸਮਾਗਮ bbox=[0, 292, 308, 390]
mobiles-banner: ਜ਼ਿਲ੍ਹਾ ਪੁਲਿਸ ਮੁੱਖੀ ਵੱਲੋਂ ਮੋਬਾਇਲ ਮਾਲਕਾਂ ਨੂੰ ਸੌਂਪੇ ਗਏ ਟਰੇਸ ਕੀਤੇ ਮੋਬਾਇਲ ਫੋਨ bbox=[265, 987, 709, 1008]
section-divider-bottom bbox=[0, 1247, 945, 1248]
lead-body-continued: ਪਿੰਡ 18 ਜੂਨ (ਦਲਜੀਤ ਸਿੰਘ ਬਾਬਕ), ਪਿੰਡ ਬਾਬਕ (ਟਾਂਡਾ) ਜ਼ਿਲ੍ਹਾ ਹੁਸ਼ਿਆਰਪੁਰ ਵਿਖੇ ਨੰਨੜ ਗੋਤ ਦੇ ਪੁਰਾਤਨ ਪੁਰਖਿਆਂ (ਜਠੇਰਿਆਂ) ਦੀ ਯਾਦ ਵਿੱਚ ਸਾਲਾਨਾ ਧਾਰਮਿਕ ਸਮਾਗਮ ਕਰਵਾਇਆ ਗਿਆ। ਇਸ ਮੌਕੇ ਸ੍ਰੀ ਸੁਖਮਨੀ ਸਾਹਿਬ ਦੇ ਪਾਠ ਦੇ ਭੋਗ ਪਾਏ ਗਏ ਅਤੇ ਕੀਰਤਨ ਦਰਬਾਰ ਸਜਾਇਆ ਗਿਆ। ਸੰਗਤਾਂ ਨੇ ਵੱਡੀ ਗਿਣਤੀ ਵਿੱਚ ਹਾਜ਼ਰੀ ਭਰੀ ਅਤੇ ਗੁਰੂ ਕਾ ਲੰਗਰ ਅਤੁੱਟ ਵਰਤਿਆ। ਪਿੰਡ 18 ਜੂਨ (ਦਲਜੀਤ ਸਿੰਘ ਬਾਬਕ), ਪਿੰਡ ਬਾਬਕ (ਟਾਂਡਾ) ਜ਼ਿਲ੍ਹਾ ਹੁਸ਼ਿਆਰਪੁਰ ਵਿਖੇ ਨੰਨੜ ਗੋਤ ਦੇ ਪੁਰਾਤਨ ਪੁਰਖਿਆਂ (ਜਠੇਰਿਆਂ) ਦੀ ਯਾਦ ਵਿੱਚ ਸਾਲਾਨਾ ਧਾਰਮਿਕ ਸਮਾਗਮ ਕਰਵਾਇਆ ਗਿਆ। ਇਸ ਮੌਕੇ ਸ੍ਰੀ ਸੁਖਮਨੀ ਸਾਹਿਬ ਦੇ ਪਾਠ ਦੇ ਭੋਗ ਪਾਏ ਗਏ ਅਤੇ ਕੀਰਤਨ ਦਰਬਾਰ ਸਜਾਇਆ ਗਿਆ। ਸੰਗਤਾਂ ਨੇ ਵੱਡੀ ਗਿਣਤੀ ਵਿੱਚ ਹਾਜ਼ਰੀ ਭਰੀ ਅਤੇ ਗੁਰੂ ਕਾ ਲੰਗਰ ਅਤੁੱਟ ਵਰਤਿਆ। ਪਿੰਡ 18 ਜੂਨ (ਦਲਜੀਤ ਸਿੰਘ ਬਾਬਕ), ਪਿੰਡ ਬਾਬਕ (ਟਾਂਡਾ) ਜ਼ਿਲ੍ਹਾ ਹੁਸ਼ਿਆਰਪੁਰ ਵਿਖੇ ਨੰਨੜ ਗੋਤ ਦੇ ਪੁਰਾਤਨ ਪੁਰਖਿਆਂ (ਜਠੇਰਿਆਂ) ਦੀ ਯਾਦ ਵਿੱਚ ਸਾਲਾਨਾ ਧਾਰਮਿਕ ਸਮਾਗਮ ਕਰਵਾਇਆ ਗਿਆ। ਇਸ ਮੌਕੇ ਸ੍ਰੀ ਸੁਖਮਨੀ ਸਾਹਿਬ ਦੇ ਪਾਠ ਦੇ ਭੋਗ ਪਾਏ ਗਏ ਅਤੇ ਕੀਰਤਨ ਦਰਬਾਰ ਸਜਾਇਆ ਗਿਆ। ਸੰਗਤਾਂ ਨੇ ਵੱਡੀ ਗਿਣਤੀ ਵਿੱਚ ਹਾਜ਼ਰੀ ਭਰੀ ਅਤੇ ਗੁਰੂ ਕਾ ਲੰਗਰ ਅਤੁੱਟ ਵਰਤਿਆ। ਪਿੰਡ 18 ਜੂਨ (ਦਲਜੀਤ ਸਿੰਘ ਬਾਬਕ), ਪਿੰਡ ਬਾਬਕ (ਟਾਂਡਾ) ਜ਼ਿਲ੍ਹਾ ਹੁਸ਼ਿਆਰਪੁਰ ਵਿਖੇ ਨੰਨੜ ਗੋਤ ਦੇ ਪੁਰਾਤਨ ਪੁਰਖਿਆਂ (ਜਠੇਰਿਆਂ) ਦੀ ਯਾਦ ਵਿੱਚ ਸਾਲਾਨਾ ਧਾਰਮਿਕ ਸਮਾਗਮ ਕਰਵਾਇਆ ਗਿਆ। ਇਸ ਮੌਕੇ ਸ੍ਰੀ ਸੁਖਮਨੀ ਸਾਹਿਬ ਦੇ ਪਾਠ ਦੇ ਭੋਗ ਪਾਏ ਗਏ ਅਤੇ ਕੀਰਤਨ ਦਰਬਾਰ ਸਜਾਇਆ ਗਿਆ। ਸੰਗਤਾਂ ਨੇ ਵੱਡੀ ਗਿਣਤੀ ਵਿੱਚ ਹਾਜ਼ਰੀ ਭਰੀ ਅਤੇ ਗੁਰੂ ਕਾ ਲੰਗਰ ਅਤੁੱਟ ਵਰਤਿਆ। ਪਿੰਡ 18 ਜੂਨ (ਦਲਜੀਤ ਸਿੰਘ ਬਾਬਕ), ਪਿੰਡ ਬਾਬਕ (ਟਾਂਡਾ) ਜ਼ਿਲ੍ਹਾ ਹੁਸ਼ਿਆਰਪੁਰ ਵਿਖੇ ਨੰਨੜ ਗੋਤ ਦੇ ਪੁਰਾਤਨ ਪੁਰਖਿਆਂ (ਜਠੇਰਿਆਂ) ਦੀ ਯਾਦ ਵਿੱਚ ਸਾਲਾਨਾ ਧਾਰਮਿਕ ਸਮਾਗਮ ਕਰਵਾਇਆ ਗਿਆ। ਇਸ ਮੌਕੇ ਸ੍ਰੀ ਸੁਖਮਨੀ ਸਾਹਿਬ ਦੇ ਪਾਠ ਦੇ ਭੋਗ ਪਾਏ ਗਏ ਅਤੇ ਕੀਰਤਨ ਦਰਬਾਰ ਸਜਾਇਆ ਗਿਆ। ਸੰਗਤਾਂ ਨੇ ਵੱਡੀ ਗਿਣਤੀ ਵਿੱਚ ਹਾਜ਼ਰੀ ਭਰੀ ਅਤੇ ਗੁਰੂ ਕਾ ਲੰਗਰ ਅਤੁੱਟ ਵਰਤਿਆ। ਪਿੰਡ 18 ਜੂਨ (ਦਲਜੀਤ ਸਿੰਘ ਬਾਬਕ), ਪਿੰਡ ਬਾਬਕ (ਟਾਂਡਾ) ਜ਼ਿਲ੍ਹਾ ਹੁਸ਼ਿਆਰਪੁਰ ਵਿਖੇ ਨੰਨੜ ਗੋਤ ਦੇ ਪੁਰਾਤਨ ਪੁਰਖਿਆਂ (ਜਠੇਰਿਆਂ) ਦੀ ਯਾਦ ਵਿੱਚ ਸਾਲਾਨਾ ਧਾਰਮਿਕ ਸਮਾਗਮ ਕਰਵਾਇਆ ਗਿਆ। ਇਸ ਮੌਕੇ ਸ੍ਰੀ ਸੁਖਮਨੀ ਸਾਹਿਬ ਦੇ ਪਾਠ ਦੇ ਭੋਗ ਪਾਏ ਗਏ ਅਤੇ ਕੀਰਤਨ ਦਰਬਾਰ ਸਜਾਇਆ ਗਿਆ। ਸੰਗਤਾਂ ਨੇ ਵੱਡੀ ਗਿਣਤੀ ਵਿੱਚ ਹਾਜ਼ਰੀ ਭਰੀ ਅਤੇ ਗੁਰੂ ਕਾ ਲੰਗਰ ਅਤੁੱਟ ਵਰਤਿਆ। ਪਿੰਡ 18 ਜੂਨ (ਦਲਜੀਤ ਸਿੰਘ ਬਾਬਕ), ਪਿੰਡ ਬਾਬਕ (ਟਾਂਡਾ) ਜ਼ਿਲ੍ਹਾ ਹੁਸ਼ਿਆਰਪੁਰ ਵਿਖੇ ਨੰਨੜ ਗੋਤ ਦੇ ਪੁਰਾਤਨ ਪੁਰਖਿਆਂ (ਜਠੇਰਿਆਂ) ਦੀ ਯਾਦ ਵਿੱਚ ਸਾਲਾਨਾ ਧਾਰਮਿਕ ਸਮਾਗਮ ਕਰਵਾਇਆ ਗਿਆ। ਇਸ ਮੌਕੇ ਸ੍ਰੀ ਸੁਖਮਨੀ ਸਾਹਿਬ ਦੇ ਪਾਠ ਦੇ ਭੋਗ ਪਾਏ ਗਏ ਅਤੇ ਕੀਰਤਨ ਦਰਬਾਰ ਸਜਾਇਆ ਗਿਆ। ਸੰਗਤਾਂ ਨੇ ਵੱਡੀ ਗਿਣਤੀ ਵਿੱਚ ਹਾਜ਼ਰੀ ਭਰੀ ਅਤੇ ਗੁਰੂ ਕਾ ਲੰਗਰ ਅਤੁੱਟ ਵਰਤਿਆ। ਪਿੰਡ 18 ਜੂਨ (ਦਲਜੀਤ ਸਿੰਘ ਬਾਬਕ), ਪਿੰਡ ਬਾਬਕ (ਟਾਂਡਾ) ਜ਼ਿਲ੍ਹਾ ਹੁਸ਼ਿਆਰਪੁਰ ਵਿਖੇ ਨੰਨੜ ਗੋਤ ਦੇ ਪੁਰਾਤਨ ਪੁਰਖਿਆਂ (ਜਠੇਰਿਆਂ) ਦੀ ਯਾਦ ਵਿੱਚ ਸਾਲਾਨਾ ਧਾਰਮਿਕ ਸਮਾਗਮ ਕਰਵਾਇਆ ਗਿਆ। ਇਸ ਮੌਕੇ ਸ੍ਰੀ ਸੁਖਮਨੀ ਸਾਹਿਬ ਦੇ ਪਾਠ ਦੇ ਭੋਗ ਪਾਏ ਗਏ ਅਤੇ ਕੀਰਤਨ ਦਰਬਾਰ ਸਜਾਇਆ ਗਿਆ। ਸੰਗਤਾਂ ਨੇ ਵੱਡੀ ਗਿਣਤੀ ਵਿੱਚ ਹਾਜ਼ਰੀ ਭਰੀ ਅਤੇ ਗੁਰੂ ਕਾ ਲੰਗਰ ਅਤੁੱਟ ਵਰਤਿਆ। ਪਿੰਡ 18 ਜੂਨ (ਦਲਜੀਤ ਸਿੰਘ ਬਾਬਕ), ਪਿੰਡ ਬਾਬਕ (ਟਾਂਡਾ) ਜ਼ਿਲ੍ਹਾ ਹੁਸ਼ਿਆਰਪੁਰ ਵਿਖੇ ਨੰਨੜ ਗੋਤ ਦੇ ਪੁਰਾਤਨ ਪੁਰਖਿਆਂ (ਜਠੇਰਿਆਂ) ਦੀ ਯਾਦ ਵਿੱਚ ਸਾਲਾਨਾ ਧਾਰਮਿਕ ਸਮਾਗਮ ਕਰਵਾਇਆ ਗਿਆ। ਇਸ ਮੌਕੇ ਸ੍ਰੀ ਸੁਖਮਨੀ ਸਾਹਿਬ ਦੇ ਪਾਠ ਦੇ ਭੋਗ ਪਾਏ ਗਏ ਅਤੇ ਕੀਰਤਨ ਦਰਬਾਰ ਸਜਾਇਆ ਗਿਆ। ਸੰਗਤਾਂ ਨੇ ਵੱਡੀ ਗਿਣਤੀ ਵਿੱਚ ਹਾਜ਼ਰੀ bbox=[312, 116, 624, 385]
appra-body: ਅੱਪਰਾ (ਜਿਵਤਪਾਲ ਸਿੰਘ)-ਸਥਾਨਕ ਦੁਕਾਨਾਂ ਨੂੰ ਅਸੁਰੱਖਿਅਤ ਨੋਟਿਸ ਜਾਰੀ ਕਰਨ ਦੇ ਬਾਵਜੂਦ ਕਿਰਾਏਦਾਰਾਂ ਵੱਲੋਂ ਖਾਲੀ ਨਾ ਕਰਨ ਉਪਰੰਤ ਪ੍ਰਸ਼ਾਸਨ ਨੇ ਕਾਰਵਾਈ ਕੀਤੀ। ਬੀ. ਡੀ. ਪੀ. ਓ. ਫਿਲੌਰ ਦੀ ਅਗਵਾਈ ਹੇਠ ਪੁਲਿਸ ਦੀ ਹਾਜ਼ਰੀ ਵਿੱਚ ਦੁਕਾਨਾਂ ਢਾਹੀਆਂ ਗਈਆਂ। ਅੱਪਰਾ (ਜਿਵਤਪਾਲ ਸਿੰਘ)-ਸਥਾਨਕ ਦੁਕਾਨਾਂ ਨੂੰ ਅਸੁਰੱਖਿਅਤ ਨੋਟਿਸ ਜਾਰੀ ਕਰਨ ਦੇ ਬਾਵਜੂਦ ਕਿਰਾਏਦਾਰਾਂ ਵੱਲੋਂ ਖਾਲੀ ਨਾ ਕਰਨ ਉਪਰੰਤ ਪ੍ਰਸ਼ਾਸਨ ਨੇ ਕਾਰਵਾਈ ਕੀਤੀ। ਬੀ. ਡੀ. ਪੀ. ਓ. ਫਿਲੌਰ ਦੀ ਅਗਵਾਈ ਹੇਠ ਪੁਲਿਸ ਦੀ ਹਾਜ਼ਰੀ ਵਿੱਚ ਦੁਕਾਨਾਂ ਢਾਹੀਆਂ ਗਈਆਂ। ਅੱਪਰਾ (ਜਿਵਤਪਾਲ ਸਿੰਘ)-ਸਥਾਨਕ ਦੁਕਾਨਾਂ ਨੂੰ ਅਸੁਰੱਖਿਅਤ ਨੋਟਿਸ ਜਾਰੀ ਕਰਨ ਦੇ ਬਾਵਜੂਦ ਕਿਰਾਏਦਾਰਾਂ ਵੱਲੋਂ ਖਾਲੀ ਨਾ ਕਰਨ ਉਪਰੰਤ ਪ੍ਰਸ਼ਾਸਨ ਨੇ ਕਾਰਵਾਈ ਕੀਤੀ। ਬੀ. ਡੀ. ਪੀ. ਓ. ਫਿਲੌਰ ਦੀ ਅਗਵਾਈ ਹੇਠ ਪੁਲਿਸ ਦੀ ਹਾਜ਼ਰੀ ਵਿੱਚ ਦੁਕਾਨਾਂ ਢਾਹੀਆਂ ਗਈਆਂ। ਅੱਪਰਾ (ਜਿਵਤਪਾਲ ਸਿੰਘ)-ਸਥਾਨਕ ਦੁਕਾਨਾਂ ਨੂੰ ਅਸੁਰੱਖਿਅਤ ਨੋਟਿਸ ਜਾਰੀ ਕਰਨ ਦੇ ਬਾਵਜੂਦ ਕਿਰਾਏਦਾਰਾਂ ਵੱਲੋਂ ਖਾਲੀ ਨਾ ਕਰਨ ਉਪਰੰਤ ਪ੍ਰਸ਼ਾਸਨ ਨੇ ਕਾਰਵਾਈ ਕੀਤੀ। ਬੀ. ਡੀ. ਪੀ. ਓ. ਫਿਲੌਰ ਦੀ ਅਗਵਾਈ ਹੇਠ ਪੁਲਿਸ ਦੀ ਹਾਜ਼ਰੀ ਵਿੱਚ ਦੁਕਾਨਾਂ ਢਾਹੀਆਂ ਗਈਆਂ। ਅੱਪਰਾ (ਜਿਵਤਪਾਲ ਸਿੰਘ)-ਸਥਾਨਕ ਦੁਕਾਨਾਂ ਨੂੰ ਅਸੁਰੱਖਿਅਤ ਨੋਟਿਸ ਜਾਰੀ ਕਰਨ ਦੇ ਬਾਵਜੂਦ ਕਿਰਾਏਦਾਰਾਂ ਵੱਲੋਂ ਖਾਲੀ ਨਾ ਕਰਨ ਉਪਰੰਤ ਪ੍ਰਸ਼ਾਸਨ ਨੇ ਕਾਰਵਾਈ ਕੀਤੀ। ਬੀ. ਡੀ. ਪੀ. ਓ. ਫਿਲੌਰ ਦੀ ਅਗਵਾਈ ਹੇਠ ਪੁਲਿਸ ਦੀ ਹਾਜ਼ਰੀ ਵਿੱਚ ਦੁਕਾਨਾਂ ਢਾਹੀਆਂ ਗਈਆਂ। ਅੱਪਰਾ (ਜਿਵਤਪਾਲ ਸਿੰਘ)-ਸਥਾਨਕ ਦੁਕਾਨਾਂ ਨੂੰ ਅਸੁਰੱਖਿਅਤ ਨੋਟਿਸ ਜਾਰੀ ਕਰਨ ਦੇ ਬਾਵਜੂਦ ਕਿਰਾਏਦਾਰਾਂ ਵੱਲੋਂ ਖਾਲੀ ਨਾ ਕਰਨ ਉਪਰੰਤ ਪ੍ਰਸ਼ਾਸਨ ਨੇ ਕਾਰਵਾਈ ਕੀਤੀ। ਬੀ. ਡੀ. ਪੀ. ਓ. ਫਿਲੌਰ ਦੀ ਅਗਵਾਈ ਹੇਠ ਪੁਲਿਸ ਦੀ ਹਾਜ਼ਰੀ ਵਿੱਚ ਦੁਕਾਨਾਂ ਢਾਹੀਆਂ ਗਈਆਂ। ਅੱਪਰਾ (ਜਿਵਤਪਾਲ ਸਿੰਘ)-ਸਥਾਨਕ ਦੁਕਾਨਾਂ ਨੂੰ ਅਸੁਰੱਖਿਅਤ ਨੋਟਿਸ ਜਾਰੀ ਕਰਨ ਦੇ ਬਾਵਜੂਦ ਕਿਰਾਏਦਾਰਾਂ ਵੱਲੋਂ ਖਾਲੀ ਨਾ ਕਰਨ ਉਪਰੰਤ ਪ੍ਰਸ਼ਾਸਨ ਨੇ ਕਾਰਵਾਈ ਕੀਤੀ। ਬੀ. ਡੀ. ਪੀ. ਓ. ਫਿਲੌਰ ਦੀ ਅਗਵਾਈ ਹੇਠ ਪੁਲਿਸ ਦੀ ਹਾਜ਼ਰੀ ਵਿੱਚ ਦੁਕਾਨਾਂ ਢਾਹੀਆਂ ਗਈਆਂ। ਅੱਪਰਾ (ਜਿਵਤਪਾਲ ਸਿੰਘ)-ਸਥਾਨਕ ਦੁਕਾਨਾਂ ਨੂੰ ਅਸੁਰੱਖਿਅਤ ਨੋਟਿਸ ਜਾਰੀ ਕਰਨ ਦੇ ਬਾਵਜੂਦ ਕਿਰਾਏਦਾਰਾਂ ਵੱਲੋਂ ਖਾਲੀ ਨਾ ਕਰਨ ਉਪਰੰਤ ਪ੍ਰਸ਼ਾਸਨ ਨੇ ਕਾਰਵਾਈ ਕੀਤੀ। ਬੀ. ਡੀ. ਪੀ. ਓ. ਫਿਲੌਰ ਦੀ ਅਗਵਾਈ ਹੇਠ bbox=[628, 96, 796, 392]
autism-body-3: ਹੁਸ਼ਿਆਰਪੁਰ, 18 ਜੂਨ (ਤਰਸੇਮ ਦੀਵਾਨਾ): ਆਟਿਸਟਿਕ ਪ੍ਰਾਈਡ ਡੇ ਦੀ ਪੂਰਵ ਸੰਧਿਆ 'ਤੇ ਉਪਰਲੀ ਬਾਰਡ ਵਿੱਚ ਪ੍ਰਤਿਭਾ ਅਤੇ ਵਿਸ਼ੇਸ਼ਤਾਵਾਂ ਛੁਪੀਆਂ ਹੁੰਦੀਆਂ ਹਨ। ਮਾਪਿਆਂ ਨੂੰ ਸਮਝਣਾ ਚਾਹੀਦਾ ਹੈ ਕਿ ਹਰ ਬੱਚਾ ਵਿਲੱਖਣ ਹੈ ਅਤੇ ਸਹੀ ਮਾਰਗਦਰਸ਼ਨ ਨਾਲ ਅੱਗੇ ਵਧ ਸਕਦਾ ਹੈ। ਹੁਸ਼ਿਆਰਪੁਰ, 18 ਜੂਨ (ਤਰਸੇਮ bbox=[603, 770, 709, 832]
mobiles-body-3: ਸ੍ਰੀ ਮੁਕਤਸਰ ਸਾਹਿਬ, 18 ਜੂਨ (ਜਸਵਿੰਦਰ ਸਿੰਘ) ਜ਼ਿਲ੍ਹਾ ਪੁਲਿਸ ਮੁਖੀ ਵੱਲੋਂ ਪਬਲਿਕ ਦੇ ਗੁੰਮ ਹੋਏ 112 ਮੋਬਾਇਲ ਫੋਨ ਟਰੇਸ ਕਰਕੇ ਮਾਲਕਾਂ ਨੂੰ ਸੌਂਪੇ ਗਏ। ਉਨ੍ਹਾਂ ਦੱਸਿਆ ਕਿ 01/01/2023 ਤੋਂ ਹੁਣ ਤੱਕ ਤਕਰੀਬਨ 1060 ਦੇ ਕਰੀਬ ਮੋਬਾਇਲ ਫੋਨ ਟਰੇਸ ਕਰਕੇ ਲੋਕਾਂ ਨੂੰ ਦਿੱਤੇ ਗਏ ਹਨ। ਸਾਂਝ ਕੇਂਦਰ ਵਿੱਚ ਦਰਜ ਸ਼ਿਕਾਇਤਾਂ ਦੇ ਆਧਾਰ 'ਤੇ ਕਾਰਵਾਈ ਕੀਤੀ ਜਾਂਦੀ ਹੈ। ਸ੍ਰੀ ਮੁਕਤਸਰ ਸਾਹਿਬ, 18 ਜੂਨ bbox=[600, 1055, 709, 1135]
page-number: 10 bbox=[0, 0, 45, 40]
neet-headline: ਗਿੱਦੜਬਾਹਾ ਦੀ ਧੀ ਮਨਪ੍ਰੀਤ ਕੌਰ ਨੇ ਨੀਟ ਦੀ ਇਮਤਿਹਾਨ ਵਿੱਚ ਮਾਰਿਆ ਮਾਰਕਾ, ਵਧਾਈਆਂ ਦੇਣ ਵਾਲਿਆਂ ਦਾ ਲੱਗਿਆ ਤਾਂਤਾ bbox=[724, 605, 933, 647]
civil-surgeon-photo bbox=[878, 466, 942, 521]
child-labour-headline: ਬਾਲ ਮਜ਼ਦੂਰੀ ਅਤੇ ਬਾਲ ਭਿੱਖਿਆ ਰੋਕੂ ਸੰਬੰਧੀ ਜ਼ਿਲ੍ਹਾ ਟਾਸਕ ਫੋਰਸ ਵੱਲੋਂ ਕੀਤੀ ਗਈ ਚੈਕਿੰਗ bbox=[28, 1256, 681, 1280]
appra-headline: ਪੰਚਾਇਤ ਮਾਰਕੀਟ ਅੱਪਰਾ ਦੀਆਂ 'ਅਸੁਰੱਖਿਤ' ਦੁਕਾਨਾਂ 'ਤੇ ਚੱਲਿਆ 'ਪੀਲਾ ਪੰਜਾ' bbox=[670, 47, 903, 85]
transport-body: ਸੰਗਰੂਰ, 18 ਜੂਨ (ਜਗਸੀਰ ਸਿੰਘ) ਪੰਜਾਬ ਸਰਕਾਰ ਦੇ ਆਦੇਸ਼ਾਂ ਅਨੁਸਾਰ ਖੇਤਰੀ ਟਰਾਂਸਪੋਰਟ ਦਫ਼ਤਰ ਵੱਲੋਂ ਮੈਨੂਅਲ ਲਾਇਸੈਂਸਿੰਗ ਸਰਟੀਫਿਕੇਟਾਂ ਅਤੇ ਡਰਾਇਵਿੰਗ ਲਾਇਸੈਂਸਾਂ ਦੀ ਰਜਿਸਟ੍ਰੇਸ਼ਨ ਅਤੇ ਰੀਨਿਊਲ ਦੇ ਬਕਾਇਆ ਕੰਮ ਨੂੰ ਜਲਦੀ ਮੁਕੰਮਲ ਕੀਤਾ ਜਾਵੇਗਾ। ਸੰਗਰੂਰ, 18 ਜੂਨ (ਜਗਸੀਰ ਸਿੰਘ) ਪੰਜਾਬ ਸਰਕਾਰ ਦੇ ਆਦੇਸ਼ਾਂ ਅਨੁਸਾਰ ਖੇਤਰੀ ਟਰਾਂਸਪੋਰਟ ਦਫ਼ਤਰ ਵੱਲੋਂ ਮੈਨੂਅਲ ਲਾਇਸੈਂਸਿੰਗ ਸਰਟੀਫਿਕੇਟਾਂ ਅਤੇ ਡਰਾਇਵਿੰਗ ਲਾਇਸੈਂਸਾਂ ਦੀ ਰਜਿਸਟ੍ਰੇਸ਼ਨ ਅਤੇ ਰੀਨਿਊਲ ਦੇ ਬਕਾਇਆ ਕੰਮ ਨੂੰ ਜਲਦੀ ਮੁਕੰਮਲ ਕੀਤਾ ਜਾਵੇਗਾ। ਸੰਗਰੂਰ, 18 ਜੂਨ (ਜਗਸੀਰ ਸਿੰਘ) ਪੰਜਾਬ ਸਰਕਾਰ ਦੇ ਆਦੇਸ਼ਾਂ ਅਨੁਸਾਰ ਖੇਤਰੀ ਟਰਾਂਸਪੋਰਟ ਦਫ਼ਤਰ ਵੱਲੋਂ ਮੈਨੂਅਲ ਲਾਇਸੈਂਸਿੰਗ ਸਰਟੀਫਿਕੇਟਾਂ ਅਤੇ ਡਰਾਇਵਿੰਗ ਲਾਇਸੈਂਸਾਂ ਦੀ ਰਜਿਸਟ੍ਰੇਸ਼ਨ ਅਤੇ ਰੀਨਿਊਲ ਦੇ ਬਕਾਇਆ ਕੰਮ ਨੂੰ ਜਲਦੀ ਮੁਕੰਮਲ ਕੀਤਾ ਜਾਵੇਗਾ। ਸੰਗਰੂਰ, 18 ਜੂਨ (ਜਗਸੀਰ ਸਿੰਘ) ਪੰਜਾਬ ਸਰਕਾਰ ਦੇ ਆਦੇਸ਼ਾਂ ਅਨੁਸਾਰ ਖੇਤਰੀ ਟਰਾਂਸਪੋਰਟ ਦਫ਼ਤਰ ਵੱਲੋਂ ਮੈਨੂਅਲ ਲਾਇਸੈਂਸਿੰਗ ਸਰਟੀਫਿਕੇਟਾਂ ਅਤੇ ਡਰਾਇਵਿੰਗ ਲਾਇਸੈਂਸਾਂ ਦੀ ਰਜਿਸਟ੍ਰੇਸ਼ਨ ਅਤੇ ਰੀਨਿਊਲ ਦੇ ਬਕਾਇਆ ਕੰਮ ਨੂੰ ਜਲਦੀ ਮੁਕੰਮਲ ਕੀਤਾ ਜਾਵੇਗਾ। ਸੰਗਰੂਰ, 18 ਜੂਨ (ਜਗਸੀਰ ਸਿੰਘ) ਪੰਜਾਬ ਸਰਕਾਰ ਦੇ ਆਦੇਸ਼ਾਂ ਅਨੁਸਾਰ ਖੇਤਰੀ ਟਰਾਂਸਪੋਰਟ ਦਫ਼ਤਰ ਵੱਲੋਂ ਮੈਨੂਅਲ ਲਾਇਸੈਂਸਿੰਗ ਸਰਟੀਫਿਕੇਟਾਂ ਅਤੇ ਡਰਾਇਵਿੰਗ ਲਾਇਸੈਂਸਾਂ ਦੀ ਰਜਿਸਟ੍ਰੇਸ਼ਨ ਅਤੇ ਰੀਨਿਊਲ ਦੇ ਬਕਾਇਆ ਕੰਮ ਨੂੰ ਜਲਦੀ ਮੁਕੰਮਲ ਕੀਤਾ ਜਾਵੇਗਾ। ਸੰਗਰੂਰ, 18 ਜੂਨ (ਜਗਸੀਰ ਸਿੰਘ) ਪੰਜਾਬ ਸਰਕਾਰ ਦੇ ਆਦੇਸ਼ਾਂ ਅਨੁਸਾਰ ਖੇਤਰੀ ਟਰਾਂਸਪੋਰਟ ਦਫ਼ਤਰ ਵੱਲੋਂ ਮੈਨੂਅਲ ਲਾਇਸੈਂਸਿੰਗ ਸਰਟੀਫਿਕੇਟਾਂ ਅਤੇ ਡਰਾਇਵਿੰਗ ਲਾਇਸੈਂਸਾਂ ਦੀ ਰਜਿਸਟ੍ਰੇਸ਼ਨ ਅਤੇ ਰੀਨਿਊਲ ਦੇ ਬਕਾਇਆ ਕੰਮ ਨੂੰ ਜਲਦੀ ਮੁਕੰਮਲ ਕੀਤਾ ਜਾਵੇਗਾ। ਸੰਗਰੂਰ, 18 ਜੂਨ (ਜਗਸੀਰ ਸਿੰਘ) ਪੰਜਾਬ ਸਰਕਾਰ ਦੇ ਆਦੇਸ਼ਾਂ ਅਨੁਸਾਰ ਖੇਤਰੀ ਟਰਾਂਸਪੋਰਟ ਦਫ਼ਤਰ ਵੱਲੋਂ ਮੈਨੂਅਲ ਲਾਇਸੈਂਸਿੰਗ ਸਰਟੀਫਿਕੇਟਾਂ ਅਤੇ ਡਰਾਇਵਿੰਗ ਲਾਇਸੈਂਸਾਂ ਦੀ ਰਜਿਸਟ੍ਰੇਸ਼ਨ ਅਤੇ ਰੀਨਿਊਲ ਦੇ ਬਕਾਇਆ ਕੰਮ ਨੂੰ ਜਲਦੀ ਮੁਕੰਮਲ ਕੀਤਾ ਜਾਵੇਗਾ। ਸੰਗਰੂਰ, 18 ਜੂਨ (ਜਗਸੀਰ ਸਿੰਘ) ਪੰਜਾਬ ਸਰਕਾਰ ਦੇ ਆਦੇਸ਼ਾਂ ਅਨੁਸਾਰ ਖੇਤਰੀ ਟਰਾਂਸਪੋਰਟ ਦਫ਼ਤਰ ਵੱਲੋਂ ਮੈਨੂਅਲ ਲਾਇਸੈਂਸਿੰਗ ਸਰਟੀਫਿਕੇਟਾਂ ਅਤੇ ਡਰਾਇਵਿੰਗ ਲਾਇਸੈਂਸਾਂ ਦੀ ਰਜਿਸਟ੍ਰੇਸ਼ਨ ਅਤੇ ਰੀਨਿਊਲ ਦੇ ਬਕਾਇਆ ਕੰਮ ਨੂੰ ਜਲਦੀ ਮੁਕੰਮਲ ਕੀਤਾ ਜਾਵੇਗਾ। ਸੰਗਰੂਰ, 18 ਜੂਨ (ਜਗਸੀਰ ਸਿੰਘ) ਪੰਜਾਬ ਸਰਕਾਰ ਦੇ ਆਦੇਸ਼ਾਂ ਅਨੁਸਾਰ ਖੇਤਰੀ ਟਰਾਂਸਪੋਰਟ ਦਫ਼ਤਰ ਵੱਲੋਂ ਮੈਨੂਅਲ ਲਾਇਸੈਂਸਿੰਗ ਸਰਟੀਫਿਕੇਟਾਂ ਅਤੇ ਡਰਾਇਵਿੰਗ ਲਾਇਸੈਂਸਾਂ ਦੀ ਰਜਿਸਟ੍ਰੇਸ਼ਨ ਅਤੇ ਰੀਨਿਊਲ ਦੇ ਬਕਾਇਆ ਕੰਮ ਨੂੰ ਜਲਦੀ ਮੁਕੰਮਲ ਕੀਤਾ ਜਾਵੇਗਾ। ਸੰਗਰੂਰ, 18 ਜੂਨ (ਜਗਸੀਰ ਸਿੰਘ) ਪੰਜਾਬ ਸਰਕਾਰ ਦੇ ਆਦੇਸ਼ਾਂ ਅਨੁਸਾਰ ਖੇਤਰੀ ਟਰਾਂਸਪੋਰਟ ਦਫ਼ਤਰ ਵੱਲੋਂ ਮੈਨੂਅਲ ਲਾਇਸੈਂਸਿੰਗ ਸਰਟੀਫਿਕੇਟਾਂ ਅਤੇ ਡਰਾਇਵਿੰਗ ਲਾਇਸੈਂਸਾਂ ਦੀ ਰਜਿਸਟ੍ਰੇਸ਼ਨ ਅਤੇ ਰੀਨਿਊਲ ਦੇ ਬਕਾਇਆ ਕੰਮ ਨੂੰ bbox=[0, 445, 260, 651]
manpreet-photo bbox=[712, 650, 777, 720]
autism-body: ਹੁਸ਼ਿਆਰਪੁਰ, 18 ਜੂਨ (ਤਰਸੇਮ ਦੀਵਾਨਾ): ਆਟਿਸਟਿਕ ਪ੍ਰਾਈਡ ਡੇ ਦੀ ਪੂਰਵ ਸੰਧਿਆ 'ਤੇ ਉਪਰਲੀ ਬਾਰਡ ਵਿੱਚ ਪ੍ਰਤਿਭਾ ਅਤੇ ਵਿਸ਼ੇਸ਼ਤਾਵਾਂ ਛੁਪੀਆਂ ਹੁੰਦੀਆਂ ਹਨ। ਮਾਪਿਆਂ ਨੂੰ ਸਮਝਣਾ ਚਾਹੀਦਾ ਹੈ ਕਿ ਹਰ ਬੱਚਾ ਵਿਲੱਖਣ ਹੈ ਅਤੇ ਸਹੀ ਮਾਰਗਦਰਸ਼ਨ ਨਾਲ ਅੱਗੇ ਵਧ ਸਕਦਾ ਹੈ। ਹੁਸ਼ਿਆਰਪੁਰ, 18 ਜੂਨ (ਤਰਸੇਮ ਦੀਵਾਨਾ): ਆਟਿਸਟਿਕ ਪ੍ਰਾਈਡ ਡੇ ਦੀ ਪੂਰਵ ਸੰਧਿਆ 'ਤੇ ਉਪਰਲੀ ਬਾਰਡ ਵਿੱਚ ਪ੍ਰਤਿਭਾ ਅਤੇ ਵਿਸ਼ੇਸ਼ਤਾਵਾਂ ਛੁਪੀਆਂ ਹੁੰਦੀਆਂ ਹਨ। ਮਾਪਿਆਂ ਨੂੰ ਸਮਝਣਾ ਚਾਹੀਦਾ ਹੈ ਕਿ ਹਰ ਬੱਚਾ ਵਿਲੱਖਣ ਹੈ ਅਤੇ ਸਹੀ ਮਾਰਗਦਰਸ਼ਨ ਨਾਲ ਅੱਗੇ ਵਧ ਸਕਦਾ ਹੈ। ਹੁਸ਼ਿਆਰਪੁਰ, 18 ਜੂਨ (ਤਰਸੇਮ ਦੀਵਾਨਾ): ਆਟਿਸਟਿਕ ਪ੍ਰਾਈਡ ਡੇ ਦੀ ਪੂਰਵ ਸੰਧਿਆ 'ਤੇ ਉਪਰਲੀ ਬਾਰਡ ਵਿੱਚ ਪ੍ਰਤਿਭਾ ਅਤੇ ਵਿਸ਼ੇਸ਼ਤਾਵਾਂ ਛੁਪੀਆਂ ਹੁੰਦੀਆਂ ਹਨ। ਮਾਪਿਆਂ ਨੂੰ ਸਮਝਣਾ ਚਾਹੀਦਾ ਹੈ ਕਿ ਹਰ ਬੱਚਾ ਵਿਲੱਖਣ ਹੈ ਅਤੇ ਸਹੀ ਮਾਰਗਦਰਸ਼ਨ ਨਾਲ ਅੱਗੇ ਵਧ ਸਕਦਾ ਹੈ। ਹੁਸ਼ਿਆਰਪੁਰ, 18 ਜੂਨ (ਤਰਸੇਮ ਦੀਵਾਨਾ): ਆਟਿਸਟਿਕ ਪ੍ਰਾਈਡ ਡੇ ਦੀ ਪੂਰਵ ਸੰਧਿਆ 'ਤੇ ਉਪਰਲੀ ਬਾਰਡ ਵਿੱਚ ਪ੍ਰਤਿਭਾ ਅਤੇ ਵਿਸ਼ੇਸ਼ਤਾਵਾਂ ਛੁਪੀਆਂ ਹੁੰਦੀਆਂ ਹਨ। ਮਾਪਿਆਂ ਨੂੰ ਸਮਝਣਾ ਚਾਹੀਦਾ ਹੈ ਕਿ ਹਰ ਬੱਚਾ ਵਿਲੱਖਣ ਹੈ ਅਤੇ ਸਹੀ ਮਾਰਗਦਰਸ਼ਨ ਨਾਲ ਅੱਗੇ ਵਧ ਸਕਦਾ ਹੈ। ਹੁਸ਼ਿਆਰਪੁਰ, 18 ਜੂਨ (ਤਰਸੇਮ ਦੀਵਾਨਾ): ਆਟਿਸਟਿਕ ਪ੍ਰਾਈਡ ਡੇ ਦੀ ਪੂਰਵ ਸੰਧਿਆ 'ਤੇ ਉਪਰਲੀ ਬਾਰਡ ਵਿੱਚ ਪ੍ਰਤਿਭਾ ਅਤੇ ਵਿਸ਼ੇਸ਼ਤਾਵਾਂ ਛੁਪੀਆਂ ਹੁੰਦੀਆਂ ਹਨ। ਮਾਪਿਆਂ ਨੂੰ ਸਮਝਣਾ ਚਾਹੀਦਾ ਹੈ ਕਿ ਹਰ ਬੱਚਾ ਵਿਲੱਖਣ ਹੈ ਅਤੇ ਸਹੀ ਮਾਰਗਦਰਸ਼ਨ ਨਾਲ ਅੱਗੇ ਵਧ ਸਕਦਾ ਹੈ। ਹੁਸ਼ਿਆਰਪੁਰ, 18 ਜੂਨ (ਤਰਸੇਮ ਦੀਵਾਨਾ): ਆਟਿਸਟਿਕ ਪ੍ਰਾਈਡ ਡੇ ਦੀ ਪੂਰਵ ਸੰਧਿਆ 'ਤੇ ਉਪਰਲੀ ਬਾਰਡ ਵਿੱਚ ਪ੍ਰਤਿਭਾ ਅਤੇ ਵਿਸ਼ੇਸ਼ਤਾਵਾਂ ਛੁਪੀਆਂ ਹੁੰਦੀਆਂ ਹਨ। ਮਾਪਿਆਂ ਨੂੰ ਸਮਝਣਾ ਚਾਹੀਦਾ ਹੈ ਕਿ ਹਰ ਬੱਚਾ ਵਿਲੱਖਣ ਹੈ ਅਤੇ ਸਹੀ ਮਾਰਗਦਰਸ਼ਨ ਨਾਲ ਅੱਗੇ ਵਧ ਸਕਦਾ ਹੈ। ਹੁਸ਼ਿਆਰਪੁਰ, 18 ਜੂਨ (ਤਰਸੇਮ ਦੀਵਾਨਾ): ਆਟਿਸਟਿਕ ਪ੍ਰਾਈਡ ਡੇ ਦੀ ਪੂਰਵ ਸੰਧਿਆ 'ਤੇ ਉਪਰਲੀ ਬਾਰਡ ਵਿੱਚ ਪ੍ਰਤਿਭਾ ਅਤੇ ਵਿਸ਼ੇਸ਼ਤਾਵਾਂ ਛੁਪੀਆਂ ਹੁੰਦੀਆਂ ਹਨ। ਮਾਪਿਆਂ ਨੂੰ ਸਮਝਣਾ ਚਾਹੀਦਾ ਹੈ ਕਿ bbox=[265, 725, 485, 913]
shergarh-photo bbox=[712, 936, 945, 1040]
employment-body: ਸ੍ਰੀ ਮੁਕਤਸਰ ਸਾਹਿਬ (ਜਸਵਿੰਦਰ ਸਿੰਘ ਪੰਜਾਬ) ਪੰਜਾਬ ਸਰਕਾਰ ਵੱਲੋਂ ਨੌਜਵਾਨਾਂ ਨੂੰ ਰੁਜ਼ਗਾਰ ਦੇ ਮੌਕੇ ਪ੍ਰਦਾਨ ਕਰਨ ਲਈ ਜ਼ਿਲ੍ਹਾ ਰੁਜ਼ਗਾਰ ਅਤੇ ਕਾਰੋਬਾਰ ਬਿਊਰੋ ਵਿਖੇ ਕਾਊਂਸਲਿੰਗ, ਪਲੇਸਮੈਂਟ ਕੈਂਪ ਅਤੇ ਸਕਿੱਲ ਟ੍ਰੇਨਿੰਗ ਦੀਆਂ ਮੁਫ਼ਤ ਸਹੂਲਤਾਂ ਦਿੱਤੀਆਂ ਜਾ ਰਹੀਆਂ ਹਨ। ਸ੍ਰੀ ਮੁਕਤਸਰ ਸਾਹਿਬ (ਜਸਵਿੰਦਰ ਸਿੰਘ ਪੰਜਾਬ) ਪੰਜਾਬ ਸਰਕਾਰ ਵੱਲੋਂ ਨੌਜਵਾਨਾਂ ਨੂੰ ਰੁਜ਼ਗਾਰ ਦੇ ਮੌਕੇ ਪ੍ਰਦਾਨ ਕਰਨ ਲਈ ਜ਼ਿਲ੍ਹਾ ਰੁਜ਼ਗਾਰ ਅਤੇ ਕਾਰੋਬਾਰ ਬਿਊਰੋ ਵਿਖੇ ਕਾਊਂਸਲਿੰਗ, ਪਲੇਸਮੈਂਟ ਕੈਂਪ ਅਤੇ ਸਕਿੱਲ ਟ੍ਰੇਨਿੰਗ ਦੀਆਂ ਮੁਫ਼ਤ ਸਹੂਲਤਾਂ ਦਿੱਤੀਆਂ ਜਾ ਰਹੀਆਂ ਹਨ। ਸ੍ਰੀ ਮੁਕਤਸਰ ਸਾਹਿਬ (ਜਸਵਿੰਦਰ ਸਿੰਘ ਪੰਜਾਬ) ਪੰਜਾਬ ਸਰਕਾਰ ਵੱਲੋਂ ਨੌਜਵਾਨਾਂ ਨੂੰ ਰੁਜ਼ਗਾਰ ਦੇ ਮੌਕੇ ਪ੍ਰਦਾਨ ਕਰਨ ਲਈ ਜ਼ਿਲ੍ਹਾ ਰੁਜ਼ਗਾਰ ਅਤੇ ਕਾਰੋਬਾਰ ਬਿਊਰੋ ਵਿਖੇ ਕਾਊਂਸਲਿੰਗ, ਪਲੇਸਮੈਂਟ ਕੈਂਪ ਅਤੇ ਸਕਿੱਲ ਟ੍ਰੇਨਿੰਗ ਦੀਆਂ ਮੁਫ਼ਤ ਸਹੂਲਤਾਂ ਦਿੱਤੀਆਂ ਜਾ ਰਹੀਆਂ ਹਨ। ਸ੍ਰੀ ਮੁਕਤਸਰ ਸਾਹਿਬ (ਜਸਵਿੰਦਰ ਸਿੰਘ ਪੰਜਾਬ) ਪੰਜਾਬ ਸਰਕਾਰ ਵੱਲੋਂ ਨੌਜਵਾਨਾਂ ਨੂੰ ਰੁਜ਼ਗਾਰ ਦੇ ਮੌਕੇ ਪ੍ਰਦਾਨ ਕਰਨ ਲਈ ਜ਼ਿਲ੍ਹਾ ਰੁਜ਼ਗਾਰ ਅਤੇ ਕਾਰੋਬਾਰ ਬਿਊਰੋ ਵਿਖੇ ਕਾਊਂਸਲਿੰਗ, ਪਲੇਸਮੈਂਟ ਕੈਂਪ ਅਤੇ ਸਕਿੱਲ ਟ੍ਰੇਨਿੰਗ ਦੀਆਂ ਮੁਫ਼ਤ ਸਹੂਲਤਾਂ ਦਿੱਤੀਆਂ ਜਾ ਰਹੀਆਂ ਹਨ। ਸ੍ਰੀ ਮੁਕਤਸਰ ਸਾਹਿਬ (ਜਸਵਿੰਦਰ ਸਿੰਘ ਪੰਜਾਬ) ਪੰਜਾਬ ਸਰਕਾਰ ਵੱਲੋਂ ਨੌਜਵਾਨਾਂ ਨੂੰ ਰੁਜ਼ਗਾਰ ਦੇ ਮੌਕੇ ਪ੍ਰਦਾਨ ਕਰਨ ਲਈ ਜ਼ਿਲ੍ਹਾ ਰੁਜ਼ਗਾਰ ਅਤੇ ਕਾਰੋਬਾਰ ਬਿਊਰੋ ਵਿਖੇ ਕਾਊਂਸਲਿੰਗ, ਪਲੇਸਮੈਂਟ ਕੈਂਪ ਅਤੇ ਸਕਿੱਲ ਟ੍ਰੇਨਿੰਗ ਦੀਆਂ ਮੁਫ਼ਤ ਸਹੂਲਤਾਂ ਦਿੱਤੀਆਂ ਜਾ ਰਹੀਆਂ ਹਨ। ਸ੍ਰੀ ਮੁਕਤਸਰ ਸਾਹਿਬ (ਜਸਵਿੰਦਰ ਸਿੰਘ ਪੰਜਾਬ) ਪੰਜਾਬ ਸਰਕਾਰ ਵੱਲੋਂ ਨੌਜਵਾਨਾਂ ਨੂੰ ਰੁਜ਼ਗਾਰ ਦੇ ਮੌਕੇ ਪ੍ਰਦਾਨ ਕਰਨ ਲਈ ਜ਼ਿਲ੍ਹਾ ਰੁਜ਼ਗਾਰ ਅਤੇ ਕਾਰੋਬਾਰ ਬਿਊਰੋ ਵਿਖੇ ਕਾਊਂਸਲਿੰਗ, ਪਲੇਸਮੈਂਟ ਕੈਂਪ ਅਤੇ ਸਕਿੱਲ ਟ੍ਰੇਨਿੰਗ ਦੀਆਂ ਮੁਫ਼ਤ ਸਹੂਲਤਾਂ ਦਿੱਤੀਆਂ ਜਾ ਰਹੀਆਂ ਹਨ। ਸ੍ਰੀ ਮੁਕਤਸਰ ਸਾਹਿਬ (ਜਸਵਿੰਦਰ ਸਿੰਘ ਪੰਜਾਬ) ਪੰਜਾਬ ਸਰਕਾਰ ਵੱਲੋਂ ਨੌਜਵਾਨਾਂ ਨੂੰ ਰੁਜ਼ਗਾਰ ਦੇ ਮੌਕੇ ਪ੍ਰਦਾਨ ਕਰਨ ਲਈ ਜ਼ਿਲ੍ਹਾ ਰੁਜ਼ਗਾਰ ਅਤੇ ਕਾਰੋਬਾਰ ਬਿਊਰੋ ਵਿਖੇ ਕਾਊਂਸਲਿੰਗ, ਪਲੇਸਮੈਂਟ ਕੈਂਪ ਅਤੇ ਸਕਿੱਲ ਟ੍ਰੇਨਿੰਗ ਦੀਆਂ ਮੁਫ਼ਤ ਸਹੂਲਤਾਂ ਦਿੱਤੀਆਂ ਜਾ ਰਹੀਆਂ ਹਨ। ਸ੍ਰੀ ਮੁਕਤਸਰ ਸਾਹਿਬ (ਜਸਵਿੰਦਰ ਸਿੰਘ ਪੰਜਾਬ) ਪੰਜਾਬ ਸਰਕਾਰ ਵੱਲੋਂ ਨੌਜਵਾਨਾਂ ਨੂੰ ਰੁਜ਼ਗਾਰ ਦੇ ਮੌਕੇ ਪ੍ਰਦਾਨ ਕਰਨ ਲਈ ਜ਼ਿਲ੍ਹਾ ਰੁਜ਼ਗਾਰ ਅਤੇ ਕਾਰੋਬਾਰ ਬਿਊਰੋ ਵਿਖੇ ਕਾਊਂਸਲਿੰਗ, ਪਲੇਸਮੈਂਟ ਕੈਂਪ ਅਤੇ ਸਕਿੱਲ ਟ੍ਰੇਨਿੰਗ ਦੀਆਂ ਮੁਫ਼ਤ ਸਹੂਲਤਾਂ ਦਿੱਤੀਆਂ ਜਾ ਰਹੀਆਂ ਹਨ। ਸ੍ਰੀ ਮੁਕਤਸਰ ਸਾਹਿਬ (ਜਸਵਿੰਦਰ ਸਿੰਘ ਪੰਜਾਬ) ਪੰਜਾਬ ਸਰਕਾਰ ਵੱਲੋਂ ਨੌਜਵਾਨਾਂ ਨੂੰ ਰੁਜ਼ਗਾਰ ਦੇ ਮੌਕੇ ਪ੍ਰਦਾਨ ਕਰਨ ਲਈ ਜ਼ਿਲ੍ਹਾ ਰੁਜ਼ਗਾਰ ਅਤੇ ਕਾਰੋਬਾਰ ਬਿਊਰੋ ਵਿਖੇ bbox=[712, 1291, 945, 1497]
covid-body: ਲੁਧਿਆਣਾ 18 ਜੂਨ 17 ਜੂਨ (ਗੁਰਦੀਪ ਸਿੰਘ ਮੱਲੀ) ਸਿਹਤ ਵਿਭਾਗ ਵੱਲੋਂ ਕੋਵਿਡ ਦੇ ਨਵੇਂ ਵੇਰੀਐਂਟ ਦੇ ਤਿੰਨ ਨਵੇਂ ਮਾਮਲੇ ਸਾਹਮਣੇ ਆਏ ਹਨ। ਸਿਵਲ ਸਰਜਨ ਨੇ ਲੋਕਾਂ ਨੂੰ ਅਪੀਲ ਕੀਤੀ ਕਿ ਘਬਰਾਉਣ ਦੀ ਲੋੜ ਨਹੀਂ ਹੈ ਪਰ ਸਾਵਧਾਨੀਆਂ ਵਰਤੀਆਂ ਜਾਣ। ਲੁਧਿਆਣਾ 18 ਜੂਨ 17 ਜੂਨ (ਗੁਰਦੀਪ ਸਿੰਘ ਮੱਲੀ) ਸਿਹਤ ਵਿਭਾਗ ਵੱਲੋਂ ਕੋਵਿਡ ਦੇ ਨਵੇਂ ਵੇਰੀਐਂਟ ਦੇ ਤਿੰਨ ਨਵੇਂ ਮਾਮਲੇ ਸਾਹਮਣੇ ਆਏ ਹਨ। ਸਿਵਲ ਸਰਜਨ ਨੇ ਲੋਕਾਂ ਨੂੰ ਅਪੀਲ ਕੀਤੀ ਕਿ ਘਬਰਾਉਣ ਦੀ ਲੋੜ ਨਹੀਂ ਹੈ ਪਰ ਸਾਵਧਾਨੀਆਂ ਵਰਤੀਆਂ ਜਾਣ। ਲੁਧਿਆਣਾ 18 ਜੂਨ 17 ਜੂਨ (ਗੁਰਦੀਪ ਸਿੰਘ ਮੱਲੀ) ਸਿਹਤ ਵਿਭਾਗ ਵੱਲੋਂ ਕੋਵਿਡ ਦੇ ਨਵੇਂ ਵੇਰੀਐਂਟ ਦੇ ਤਿੰਨ ਨਵੇਂ ਮਾਮਲੇ ਸਾਹਮਣੇ ਆਏ ਹਨ। ਸਿਵਲ ਸਰਜਨ ਨੇ ਲੋਕਾਂ ਨੂੰ ਅਪੀਲ ਕੀਤੀ ਕਿ ਘਬਰਾਉਣ ਦੀ ਲੋੜ ਨਹੀਂ ਹੈ ਪਰ ਸਾਵਧਾਨੀਆਂ ਵਰਤੀਆਂ ਜਾਣ। ਲੁਧਿਆਣਾ 18 ਜੂਨ 17 ਜੂਨ (ਗੁਰਦੀਪ ਸਿੰਘ ਮੱਲੀ) ਸਿਹਤ ਵਿਭਾਗ ਵੱਲੋਂ ਕੋਵਿਡ ਦੇ ਨਵੇਂ ਵੇਰੀਐਂਟ ਦੇ ਤਿੰਨ ਨਵੇਂ ਮਾਮਲੇ ਸਾਹਮਣੇ ਆਏ ਹਨ। ਸਿਵਲ ਸਰਜਨ ਨੇ ਲੋਕਾਂ ਨੂੰ ਅਪੀਲ ਕੀਤੀ ਕਿ ਘਬਰਾਉਣ ਦੀ ਲੋੜ ਨਹੀਂ ਹੈ ਪਰ ਸਾਵਧਾਨੀਆਂ ਵਰਤੀਆਂ ਜਾਣ। ਲੁਧਿਆਣਾ 18 ਜੂਨ 17 ਜੂਨ (ਗੁਰਦੀਪ ਸਿੰਘ ਮੱਲੀ) ਸਿਹਤ ਵਿਭਾਗ ਵੱਲੋਂ ਕੋਵਿਡ ਦੇ ਨਵੇਂ ਵੇਰੀਐਂਟ ਦੇ ਤਿੰਨ ਨਵੇਂ ਮਾਮਲੇ ਸਾਹਮਣੇ ਆਏ ਹਨ। ਸਿਵਲ ਸਰਜਨ ਨੇ ਲੋਕਾਂ ਨੂੰ bbox=[712, 443, 874, 595]
